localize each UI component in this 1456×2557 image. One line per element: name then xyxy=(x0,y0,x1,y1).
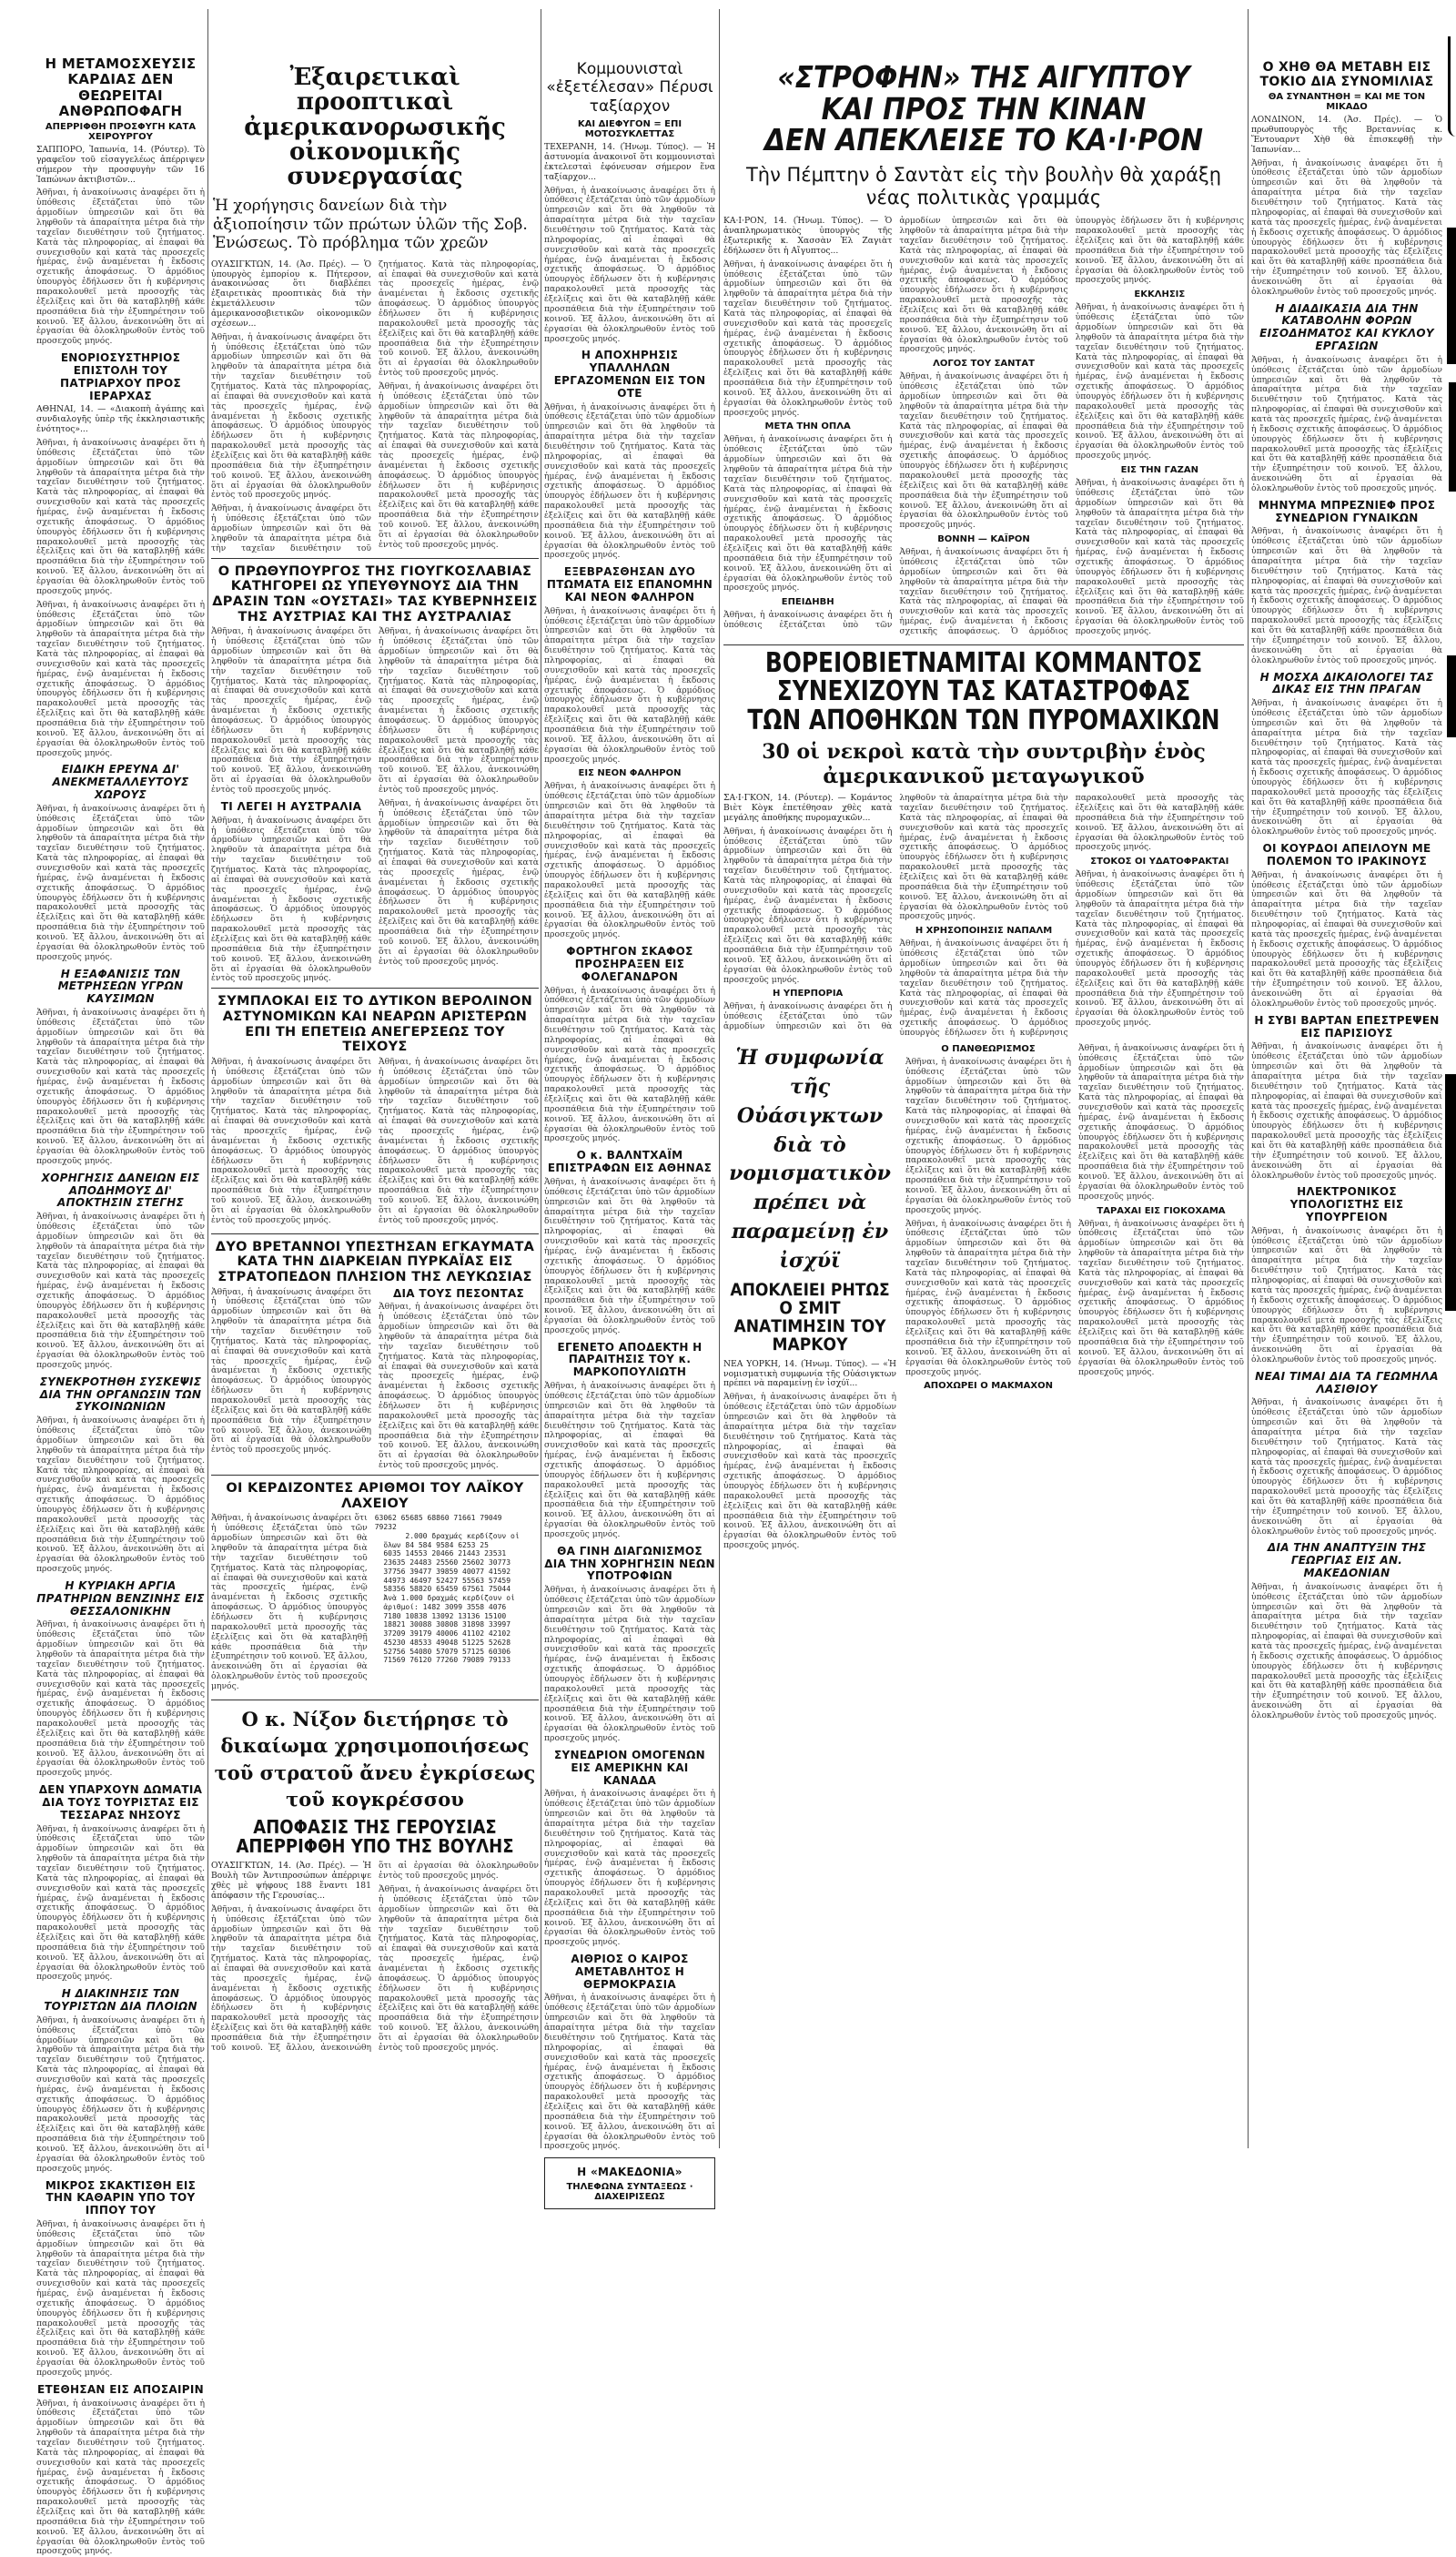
box-text: ΤΗΛΕΦΩΝΑ ΣΥΝΤΑΞΕΩΣ · ΔΙΑΧΕΙΡΙΣΕΩΣ xyxy=(566,2182,693,2203)
headline: Ἐξαιρετικαὶ προοπτικαὶ ἀμερικανορωσικῆς οἰκονομικῆς συνεργασίας xyxy=(244,64,506,191)
article-body: Ἀθῆναι, ἡ ἀνακοίνωσις ἀναφέρει ὅτι ἡ ὑπόθεσις ἐξετάζεται ὑπὸ τῶν ἁρμοδίων ὑπηρεσιῶν καὶ ὅτι θὰ ληφθοῦν τὰ ἀπαραίτητα μέτρα διὰ τὴν ταχεῖαν διευθέτησιν τοῦ ζητήματος. Κατὰ τὰς πληροφορίας, αἱ ἐπαφαὶ θὰ συνεχισθοῦν καὶ κατὰ τὰς προσεχεῖς ἡμέρας, ἐνῷ ἀναμένεται ἡ ἔκδοσις σχετικῆς ἀποφάσεως. Ὁ ἁρμόδιος ὑπουργὸς ἐδήλωσεν ὅτι ἡ κυβέρνησις παρακολουθεῖ μετὰ προσοχῆς τὰς ἐξελίξεις καὶ ὅτι θὰ καταβληθῇ κάθε προσπάθεια διὰ τὴν ἐξυπηρέτησιν τοῦ κοινοῦ. Ἐξ ἄλλου, ἀνεκοινώθη ὅτι αἱ ἐργασίαι θὰ ὁλοκληρωθοῦν ἐντὸς τοῦ προσεχοῦς μηνός. xyxy=(723,1392,896,1551)
headline: ΔΕΝ ΥΠΑΡΧΟΥΝ ΔΩΜΑΤΙΑ ΔΙΑ ΤΟΥΣ ΤΟΥΡΙΣΤΑΣ ΕΙΣ ΤΕΣΣΑΡΑΣ ΝΗΣΟΥΣ xyxy=(38,1783,203,1821)
column-1 xyxy=(36,0,205,2557)
article-body: Ἀθῆναι, ἡ ἀνακοίνωσις ἀναφέρει ὅτι ἡ ὑπόθεσις ἐξετάζεται ὑπὸ τῶν ἁρμοδίων ὑπηρεσιῶν καὶ ὅτι θὰ ληφθοῦν τὰ ἀπαραίτητα μέτρα διὰ τὴν ταχεῖαν διευθέτησιν τοῦ ζητήματος. Κατὰ τὰς πληροφορίας, αἱ ἐπαφαὶ θὰ συνεχισθοῦν καὶ κατὰ τὰς προσεχεῖς ἡμέρας, ἐνῷ ἀναμένεται ἡ ἔκδοσις σχετικῆς ἀποφάσεως. Ὁ ἁρμόδιος ὑπουργὸς ἐδήλωσεν ὅτι ἡ κυβέρνησις παρακολουθεῖ μετὰ προσοχῆς τὰς ἐξελίξεις καὶ ὅτι θὰ καταβληθῇ κάθε προσπάθεια διὰ τὴν ἐξυπηρέτησιν τοῦ κοινοῦ. Ἐξ ἄλλου, ἀνεκοινώθη ὅτι αἱ ἐργασίαι θὰ ὁλοκληρωθοῦν ἐντὸς τοῦ προσεχοῦς μηνός. xyxy=(211,1286,371,1456)
article-body: Ἀθῆναι, ἡ ἀνακοίνωσις ἀναφέρει ὅτι ἡ ὑπόθεσις ἐξετάζεται ὑπὸ τῶν ἁρμοδίων ὑπηρεσιῶν καὶ ὅτι θὰ ληφθοῦν τὰ ἀπαραίτητα μέτρα διὰ τὴν ταχεῖαν διευθέτησιν τοῦ ζητήματος. Κατὰ τὰς πληροφορίας, αἱ ἐπαφαὶ θὰ συνεχισθοῦν καὶ κατὰ τὰς προσεχεῖς ἡμέρας, ἐνῷ ἀναμένεται ἡ ἔκδοσις σχετικῆς ἀποφάσεως. Ὁ ἁρμόδιος ὑπουργὸς ἐδήλωσεν ὅτι ἡ κυβέρνησις παρακολουθεῖ μετὰ προσοχῆς τὰς ἐξελίξεις καὶ ὅτι θὰ καταβληθῇ κάθε προσπάθεια διὰ τὴν ἐξυπηρέτησιν τοῦ κοινοῦ. Ἐξ ἄλλου, ἀνεκοινώθη ὅτι αἱ ἐργασίαι θὰ ὁλοκληρωθοῦν ἐντὸς τοῦ προσεχοῦς μηνός. xyxy=(36,437,205,596)
box-title: Η «ΜΑΚΕΔΟΝΙΑ» xyxy=(577,2166,682,2179)
headline: ΕΞΕΒΡΑΣΘΗΣΑΝ ΔΥΟ ΠΤΩΜΑΤΑ ΕΙΣ ΕΠΑΝΟΜΗΝ ΚΑΙ ΝΕΟΝ ΦΑΛΗΡΟΝ xyxy=(546,565,713,604)
headline: ΕΓΕΝΕΤΟ ΑΠΟΔΕΚΤΗ Η ΠΑΡΑΙΤΗΣΙΣ ΤΟΥ κ. ΜΑΡΚΟΠΟΥΛΙΩΤΗ xyxy=(557,1340,703,1379)
article-body: Ἀθῆναι, ἡ ἀνακοίνωσις ἀναφέρει ὅτι ἡ ὑπόθεσις ἐξετάζεται ὑπὸ τῶν ἁρμοδίων ὑπηρεσιῶν καὶ ὅτι θὰ ληφθοῦν τὰ ἀπαραίτητα μέτρα διὰ τὴν ταχεῖαν διευθέτησιν τοῦ ζητήματος. Κατὰ τὰς πληροφορίας, αἱ ἐπαφαὶ θὰ συνεχισθοῦν καὶ κατὰ τὰς προσεχεῖς ἡμέρας, ἐνῷ ἀναμένεται ἡ ἔκδοσις σχετικῆς ἀποφάσεως. Ὁ ἁρμόδιος ὑπουργὸς ἐδήλωσεν ὅτι ἡ κυβέρνησις παρακολουθεῖ μετὰ προσοχῆς τὰς ἐξελίξεις καὶ ὅτι θὰ καταβληθῇ κάθε προσπάθεια διὰ τὴν ἐξυπηρέτησιν τοῦ κοινοῦ. Ἐξ ἄλλου, ἀνεκοινώθη ὅτι αἱ ἐργασίαι θὰ ὁλοκληρωθοῦν ἐντὸς τοῦ προσεχοῦς μηνός. xyxy=(1251,1581,1442,1720)
headline: Η ΜΕΤΑΜΟΣΧΕΥΣΙΣ ΚΑΡΔΙΑΣ ΔΕΝ ΘΕΩΡΕΙΤΑΙ ΑΝΘΡΩΠΟΦΑΓΗ xyxy=(45,56,197,119)
subheadline: ΒΟΝΝΗ — ΚΑΪΡΟΝ xyxy=(937,534,1030,545)
article-body: Ἀθῆναι, ἡ ἀνακοίνωσις ἀναφέρει ὅτι ἡ ὑπόθεσις ἐξετάζεται ὑπὸ τῶν ἁρμοδίων ὑπηρεσιῶν καὶ ὅτι θὰ ληφθοῦν τὰ ἀπαραίτητα μέτρα διὰ τὴν ταχεῖαν διευθέτησιν τοῦ ζητήματος. Κατὰ τὰς πληροφορίας, αἱ ἐπαφαὶ θὰ συνεχισθοῦν καὶ κατὰ τὰς προσεχεῖς ἡμέρας, ἐνῷ ἀναμένεται ἡ ἔκδοσις σχετικῆς ἀποφάσεως. Ὁ ἁρμόδιος ὑπουργὸς ἐδήλωσεν ὅτι ἡ κυβέρνησις παρακολουθεῖ μετὰ προσοχῆς τὰς ἐξελίξεις καὶ ὅτι θὰ καταβληθῇ κάθε προσπάθεια διὰ τὴν ἐξυπηρέτησιν τοῦ κοινοῦ. Ἐξ ἄλλου, ἀνεκοινώθη ὅτι αἱ ἐργασίαι θὰ ὁλοκληρωθοῦν ἐντὸς τοῦ προσεχοῦς μηνός. xyxy=(36,2219,205,2378)
article-body: Ἀθῆναι, ἡ ἀνακοίνωσις ἀναφέρει ὅτι ἡ ὑπόθεσις ἐξετάζεται ὑπὸ τῶν ἁρμοδίων ὑπηρεσιῶν καὶ ὅτι θὰ ληφθοῦν τὰ ἀπαραίτητα μέτρα διὰ τὴν ταχεῖαν διευθέτησιν τοῦ ζητήματος. Κατὰ τὰς πληροφορίας, αἱ ἐπαφαὶ θὰ συνεχισθοῦν καὶ κατὰ τὰς προσεχεῖς ἡμέρας, ἐνῷ ἀναμένεται ἡ ἔκδοσις σχετικῆς ἀποφάσεως. Ὁ ἁρμόδιος ὑπουργὸς ἐδήλωσεν ὅτι ἡ κυβέρνησις παρακολουθεῖ μετὰ προσοχῆς τὰς ἐξελίξεις καὶ ὅτι θὰ καταβληθῇ κάθε προσπάθεια διὰ τὴν ἐξυπηρέτησιν τοῦ κοινοῦ. Ἐξ ἄλλου, ἀνεκοινώθη ὅτι αἱ ἐργασίαι θὰ ὁλοκληρωθοῦν ἐντὸς τοῦ προσεχοῦς μηνός. xyxy=(379,797,539,967)
headline: Η ΚΥΡΙΑΚΗ ΑΡΓΙΑ ΠΡΑΤΗΡΙΩΝ ΒΕΝΖΙΝΗΣ ΕΙΣ ΘΕΣΣΑΛΟΝΙΚΗΝ xyxy=(36,1579,205,1618)
article-body: Ἀθῆναι, ἡ ἀνακοίνωσις ἀναφέρει ὅτι ἡ ὑπόθεσις ἐξετάζεται ὑπὸ τῶν ἁρμοδίων ὑπηρεσιῶν καὶ ὅτι θὰ ληφθοῦν τὰ ἀπαραίτητα μέτρα διὰ τὴν ταχεῖαν διευθέτησιν τοῦ ζητήματος. Κατὰ τὰς πληροφορίας, αἱ ἐπαφαὶ θὰ συνεχισθοῦν καὶ κατὰ τὰς προσεχεῖς ἡμέρας, ἐνῷ ἀναμένεται ἡ ἔκδοσις σχετικῆς ἀποφάσεως. Ὁ ἁρμόδιος ὑπουργὸς ἐδήλωσεν ὅτι ἡ κυβέρνησις παρακολουθεῖ μετὰ προσοχῆς τὰς ἐξελίξεις καὶ ὅτι θὰ καταβληθῇ κάθε προσπάθεια διὰ τὴν ἐξυπηρέτησιν τοῦ κοινοῦ. Ἐξ ἄλλου, ἀνεκοινώθη ὅτι αἱ ἐργασίαι θὰ ὁλοκληρωθοῦν ἐντὸς τοῦ προσεχοῦς μηνός. xyxy=(1078,1042,1244,1202)
article-body: Ἀθῆναι, ἡ ἀνακοίνωσις ἀναφέρει ὅτι ἡ ὑπόθεσις ἐξετάζεται ὑπὸ τῶν ἁρμοδίων ὑπηρεσιῶν καὶ ὅτι θὰ ληφθοῦν τὰ ἀπαραίτητα μέτρα διὰ τὴν ταχεῖαν διευθέτησιν τοῦ ζητήματος. Κατὰ τὰς πληροφορίας, αἱ ἐπαφαὶ θὰ συνεχισθοῦν καὶ κατὰ τὰς προσεχεῖς ἡμέρας, ἐνῷ ἀναμένεται ἡ ἔκδοσις σχετικῆς ἀποφάσεως. Ὁ ἁρμόδιος ὑπουργὸς ἐδήλωσεν ὅτι ἡ κυβέρνησις παρακολουθεῖ μετὰ προσοχῆς τὰς ἐξελίξεις καὶ ὅτι θὰ καταβληθῇ κάθε προσπάθεια διὰ τὴν ἐξυπηρέτησιν τοῦ κοινοῦ. Ἐξ ἄλλου, ἀνεκοινώθη ὅτι αἱ ἐργασίαι θὰ ὁλοκληρωθοῦν ἐντὸς τοῦ προσεχοῦς μηνός. xyxy=(211,331,371,501)
article-body: Ἀθῆναι, ἡ ἀνακοίνωσις ἀναφέρει ὅτι ἡ ὑπόθεσις ἐξετάζεται ὑπὸ τῶν ἁρμοδίων ὑπηρεσιῶν καὶ ὅτι θὰ ληφθοῦν τὰ ἀπαραίτητα μέτρα διὰ τὴν ταχεῖαν διευθέτησιν τοῦ ζητήματος. Κατὰ τὰς πληροφορίας, αἱ ἐπαφαὶ θὰ συνεχισθοῦν καὶ κατὰ τὰς προσεχεῖς ἡμέρας, ἐνῷ ἀναμένεται ἡ ἔκδοσις σχετικῆς ἀποφάσεως. Ὁ ἁρμόδιος ὑπουργὸς ἐδήλωσεν ὅτι ἡ κυβέρνησις παρακολουθεῖ μετὰ προσοχῆς τὰς ἐξελίξεις καὶ ὅτι θὰ καταβληθῇ κάθε προσπάθεια διὰ τὴν ἐξυπηρέτησιν τοῦ κοινοῦ. Ἐξ ἄλλου, ἀνεκοινώθη ὅτι αἱ ἐργασίαι θὰ ὁλοκληρωθοῦν ἐντὸς τοῦ προσεχοῦς μηνός. xyxy=(36,803,205,962)
article-body: Ἀθῆναι, ἡ ἀνακοίνωσις ἀναφέρει ὅτι ἡ ὑπόθεσις ἐξετάζεται ὑπὸ τῶν ἁρμοδίων ὑπηρεσιῶν καὶ ὅτι θὰ ληφθοῦν τὰ ἀπαραίτητα μέτρα διὰ τὴν ταχεῖαν διευθέτησιν τοῦ ζητήματος. Κατὰ τὰς πληροφορίας, αἱ ἐπαφαὶ θὰ συνεχισθοῦν καὶ κατὰ τὰς προσεχεῖς ἡμέρας, ἐνῷ ἀναμένεται ἡ ἔκδοσις σχετικῆς ἀποφάσεως. Ὁ ἁρμόδιος ὑπουργὸς ἐδήλωσεν ὅτι ἡ κυβέρνησις παρακολουθεῖ μετὰ προσοχῆς τὰς ἐξελίξεις καὶ ὅτι θὰ καταβληθῇ κάθε προσπάθεια διὰ τὴν ἐξυπηρέτησιν τοῦ κοινοῦ. Ἐξ ἄλλου, ἀνεκοινώθη ὅτι αἱ ἐργασίαι θὰ ὁλοκληρωθοῦν ἐντὸς τοῦ προσεχοῦς μηνός. xyxy=(36,1007,205,1166)
headline: Η ΔΙΑΚΙΝΗΣΙΣ ΤΩΝ ΤΟΥΡΙΣΤΩΝ ΔΙΑ ΠΛΟΙΩΝ xyxy=(44,1987,197,2014)
article-body: Ἀθῆναι, ἡ ἀνακοίνωσις ἀναφέρει ὅτι ἡ ὑπόθεσις ἐξετάζεται ὑπὸ τῶν ἁρμοδίων ὑπηρεσιῶν καὶ ὅτι θὰ ληφθοῦν τὰ ἀπαραίτητα μέτρα διὰ τὴν ταχεῖαν διευθέτησιν τοῦ ζητήματος. Κατὰ τὰς πληροφορίας, αἱ ἐπαφαὶ θὰ συνεχισθοῦν καὶ κατὰ τὰς προσεχεῖς ἡμέρας, ἐνῷ ἀναμένεται ἡ ἔκδοσις σχετικῆς ἀποφάσεως. Ὁ ἁρμόδιος ὑπουργὸς ἐδήλωσεν ὅτι ἡ κυβέρνησις παρακολουθεῖ μετὰ προσοχῆς τὰς ἐξελίξεις καὶ ὅτι θὰ καταβληθῇ κάθε προσπάθεια διὰ τὴν ἐξυπηρέτησιν τοῦ κοινοῦ. Ἐξ ἄλλου, ἀνεκοινώθη ὅτι αἱ ἐργασίαι θὰ ὁλοκληρωθοῦν ἐντὸς τοῦ προσεχοῦς μηνός. xyxy=(899,216,1244,636)
subheadline: 30 οἱ νεκροὶ κατὰ τὴν συντριβὴν ἑνὸς ἀμερικανικοῦ μεταγωγικοῦ xyxy=(762,740,1206,788)
headline: ΟΙ ΚΟΥΡΔΟΙ ΑΠΕΙΛΟΥΝ ΜΕ ΠΟΛΕΜΟΝ ΤΟ ΙΡΑΚΙΝΟΥΣ xyxy=(1262,842,1431,868)
headline: διὰ τὸ νομισματικὸν xyxy=(729,1132,891,1186)
headline: ΣΥΝΕΚΡΟΤΗΘΗ ΣΥΣΚΕΨΙΣ ΔΙΑ ΤΗΝ ΟΡΓΑΝΩΣΙΝ ΤΩΝ ΣΥΚΟΙΝΩΝΙΩΝ xyxy=(39,1375,202,1414)
article-body: Ἀθῆναι, ἡ ἀνακοίνωσις ἀναφέρει ὅτι ἡ ὑπόθεσις ἐξετάζεται ὑπὸ τῶν ἁρμοδίων ὑπηρεσιῶν καὶ ὅτι θὰ ληφθοῦν τὰ ἀπαραίτητα μέτρα διὰ τὴν ταχεῖαν διευθέτησιν τοῦ ζητήματος. Κατὰ τὰς πληροφορίας, αἱ ἐπαφαὶ θὰ συνεχισθοῦν καὶ κατὰ τὰς προσεχεῖς ἡμέρας, ἐνῷ ἀναμένεται ἡ ἔκδοσις σχετικῆς ἀποφάσεως. Ὁ ἁρμόδιος ὑπουργὸς ἐδήλωσεν ὅτι ἡ κυβέρνησις παρακολουθεῖ μετὰ προσοχῆς τὰς ἐξελίξεις καὶ ὅτι θὰ καταβληθῇ κάθε προσπάθεια διὰ τὴν ἐξυπηρέτησιν τοῦ κοινοῦ. Ἐξ ἄλλου, ἀνεκοινώθη ὅτι αἱ ἐργασίαι θὰ ὁλοκληρωθοῦν ἐντὸς τοῦ προσεχοῦς μηνός. xyxy=(379,1302,539,1471)
article-body: Ἀθῆναι, ἡ ἀνακοίνωσις ἀναφέρει ὅτι ἡ ὑπόθεσις ἐξετάζεται ὑπὸ τῶν ἁρμοδίων ὑπηρεσιῶν καὶ ὅτι θὰ ληφθοῦν τὰ ἀπαραίτητα μέτρα διὰ τὴν ταχεῖαν διευθέτησιν τοῦ ζητήματος. Κατὰ τὰς πληροφορίας, αἱ ἐπαφαὶ θὰ συνεχισθοῦν καὶ κατὰ τὰς προσεχεῖς ἡμέρας, ἐνῷ ἀναμένεται ἡ ἔκδοσις σχετικῆς ἀποφάσεως. Ὁ ἁρμόδιος ὑπουργὸς ἐδήλωσεν ὅτι ἡ κυβέρνησις παρακολουθεῖ μετὰ προσοχῆς τὰς ἐξελίξεις καὶ ὅτι θὰ καταβληθῇ κάθε προσπάθεια διὰ τὴν ἐξυπηρέτησιν τοῦ κοινοῦ. Ἐξ ἄλλου, ἀνεκοινώθη ὅτι αἱ ἐργασίαι θὰ ὁλοκληρωθοῦν ἐντὸς τοῦ προσεχοῦς μηνός. xyxy=(36,599,205,758)
article-body: Ἀθῆναι, ἡ ἀνακοίνωσις ἀναφέρει ὅτι ἡ ὑπόθεσις ἐξετάζεται ὑπὸ τῶν ἁρμοδίων ὑπηρεσιῶν καὶ ὅτι θὰ ληφθοῦν τὰ ἀπαραίτητα μέτρα διὰ τὴν ταχεῖαν διευθέτησιν τοῦ ζητήματος. Κατὰ τὰς πληροφορίας, αἱ ἐπαφαὶ θὰ συνεχισθοῦν καὶ κατὰ τὰς προσεχεῖς ἡμέρας, ἐνῷ ἀναμένεται ἡ ἔκδοσις σχετικῆς ἀποφάσεως. Ὁ ἁρμόδιος ὑπουργὸς ἐδήλωσεν ὅτι ἡ κυβέρνησις παρακολουθεῖ μετὰ προσοχῆς τὰς ἐξελίξεις καὶ ὅτι θὰ καταβληθῇ κάθε προσπάθεια διὰ τὴν ἐξυπηρέτησιν τοῦ κοινοῦ. Ἐξ ἄλλου, ἀνεκοινώθη ὅτι αἱ ἐργασίαι θὰ ὁλοκληρωθοῦν ἐντὸς τοῦ προσεχοῦς μηνός. xyxy=(544,781,715,940)
article-lead: ΚΑ·Ι·ΡΟΝ, 14. (Ἡνωμ. Τύπος). — Ὁ ἀναπληρωματικὸς ὑπουργὸς τῆς ἐξωτερικῆς κ. Χασσὰν Ἐλ Ζαγιὰτ ἐδήλωσεν ὅτι ἡ Αἴγυπτος... xyxy=(723,216,893,256)
article-body: Ἀθῆναι, ἡ ἀνακοίνωσις ἀναφέρει ὅτι ἡ ὑπόθεσις ἐξετάζεται ὑπὸ τῶν ἁρμοδίων ὑπηρεσιῶν καὶ ὅτι θὰ ληφθοῦν τὰ ἀπαραίτητα μέτρα διὰ τὴν ταχεῖαν διευθέτησιν τοῦ ζητήματος. Κατὰ τὰς πληροφορίας, αἱ ἐπαφαὶ θὰ συνεχισθοῦν καὶ κατὰ τὰς προσεχεῖς ἡμέρας, ἐνῷ ἀναμένεται ἡ ἔκδοσις σχετικῆς ἀποφάσεως. Ὁ ἁρμόδιος ὑπουργὸς ἐδήλωσεν ὅτι ἡ κυβέρνησις παρακολουθεῖ μετὰ προσοχῆς τὰς ἐξελίξεις καὶ ὅτι θὰ καταβληθῇ κάθε προσπάθεια διὰ τὴν ἐξυπηρέτησιν τοῦ κοινοῦ. Ἐξ ἄλλου, ἀνεκοινώθη ὅτι αἱ ἐργασίαι θὰ ὁλοκληρωθοῦν ἐντὸς τοῦ προσεχοῦς μηνός. xyxy=(905,1218,1071,1377)
headline: ΔΙΑ ΤΗΝ ΑΝΑΠΤΥΞΙΝ ΤΗΣ ΓΕΩΡΓΙΑΣ ΕΙΣ ΑΝ. ΜΑΚΕΔΟΝΙΑΝ xyxy=(1267,1541,1427,1580)
subheadline: ΤΑΡΑΧΑΙ ΕΙΣ ΓΙΟΚΟΧΑΜΑ xyxy=(1097,1205,1226,1216)
headline: ΚΑΙ ΠΡΟΣ ΤΗΝ ΚΙΝΑΝ xyxy=(821,90,1147,127)
subheadline: Η ΧΡΗΣΟΠΟΙΗΣΙΣ ΝΑΠΑΛΜ xyxy=(915,926,1053,937)
article-body: Ἀθῆναι, ἡ ἀνακοίνωσις ἀναφέρει ὅτι ἡ ὑπόθεσις ἐξετάζεται ὑπὸ τῶν ἁρμοδίων ὑπηρεσιῶν καὶ ὅτι θὰ ληφθοῦν τὰ ἀπαραίτητα μέτρα διὰ τὴν ταχεῖαν διευθέτησιν τοῦ ζητήματος. Κατὰ τὰς πληροφορίας, αἱ ἐπαφαὶ θὰ συνεχισθοῦν καὶ κατὰ τὰς προσεχεῖς ἡμέρας, ἐνῷ ἀναμένεται ἡ ἔκδοσις σχετικῆς ἀποφάσεως. Ὁ ἁρμόδιος ὑπουργὸς ἐδήλωσεν ὅτι ἡ κυβέρνησις παρακολουθεῖ μετὰ προσοχῆς τὰς ἐξελίξεις καὶ ὅτι θὰ καταβληθῇ κάθε προσπάθεια διὰ τὴν ἐξυπηρέτησιν τοῦ κοινοῦ. Ἐξ ἄλλου, ἀνεκοινώθη ὅτι αἱ ἐργασίαι θὰ ὁλοκληρωθοῦν ἐντὸς τοῦ προσεχοῦς μηνός. xyxy=(1075,869,1244,1029)
headline: πρέπει νὰ παραμείνῃ ἐν ἰσχύϊ xyxy=(731,1191,889,1273)
article-body: Ἀθῆναι, ἡ ἀνακοίνωσις ἀναφέρει ὅτι ἡ ὑπόθεσις ἐξετάζεται ὑπὸ τῶν ἁρμοδίων ὑπηρεσιῶν καὶ ὅτι θὰ ληφθοῦν τὰ ἀπαραίτητα μέτρα διὰ τὴν ταχεῖαν διευθέτησιν τοῦ ζητήματος. Κατὰ τὰς πληροφορίας, αἱ ἐπαφαὶ θὰ συνεχισθοῦν καὶ κατὰ τὰς προσεχεῖς ἡμέρας, ἐνῷ ἀναμένεται ἡ ἔκδοσις σχετικῆς ἀποφάσεως. Ὁ ἁρμόδιος ὑπουργὸς ἐδήλωσεν ὅτι ἡ κυβέρνησις παρακολουθεῖ μετὰ προσοχῆς τὰς ἐξελίξεις καὶ ὅτι θὰ καταβληθῇ κάθε προσπάθεια διὰ τὴν ἐξυπηρέτησιν τοῦ κοινοῦ. Ἐξ ἄλλου, ἀνεκοινώθη ὅτι αἱ ἐργασίαι θὰ ὁλοκληρωθοῦν ἐντὸς τοῦ προσεχοῦς μηνός. xyxy=(36,1619,205,1779)
article-lead: ΣΑΠΠΟΡΟ, Ἰαπωνία, 14. (Ρόυτερ). Τὸ γραφεῖον τοῦ εἰσαγγελέως ἀπέρριψεν σήμερον τὴν προσφυγὴν τῶν 16 Ἰαπώνων ἀκτιβιστῶν... xyxy=(36,145,205,185)
headline: ΕΙΔΙΚΗ ΕΡΕΥΝΑ ΔΙ' ΑΝΕΚΜΕΤΑΛΛΕΥΤΟΥΣ ΧΩΡΟΥΣ xyxy=(52,763,189,802)
article-body: Ἀθῆναι, ἡ ἀνακοίνωσις ἀναφέρει ὅτι ἡ ὑπόθεσις ἐξετάζεται ὑπὸ τῶν ἁρμοδίων ὑπηρεσιῶν καὶ ὅτι θὰ ληφθοῦν τὰ ἀπαραίτητα μέτρα διὰ τὴν ταχεῖαν διευθέτησιν τοῦ ζητήματος. Κατὰ τὰς πληροφορίας, αἱ ἐπαφαὶ θὰ συνεχισθοῦν καὶ κατὰ τὰς προσεχεῖς ἡμέρας, ἐνῷ ἀναμένεται ἡ ἔκδοσις σχετικῆς ἀποφάσεως. Ὁ ἁρμόδιος ὑπουργὸς ἐδήλωσεν ὅτι ἡ κυβέρνησις παρακολουθεῖ μετὰ προσοχῆς τὰς ἐξελίξεις καὶ ὅτι θὰ καταβληθῇ κάθε προσπάθεια διὰ τὴν ἐξυπηρέτησιν τοῦ κοινοῦ. Ἐξ ἄλλου, ἀνεκοινώθη ὅτι αἱ ἐργασίαι θὰ ὁλοκληρωθοῦν ἐντὸς τοῦ προσεχοῦς μηνός. xyxy=(544,1789,715,1948)
article-body: Ἀθῆναι, ἡ ἀνακοίνωσις ἀναφέρει ὅτι ἡ ὑπόθεσις ἐξετάζεται ὑπὸ τῶν ἁρμοδίων ὑπηρεσιῶν καὶ ὅτι θὰ ληφθοῦν τὰ ἀπαραίτητα μέτρα διὰ τὴν ταχεῖαν διευθέτησιν τοῦ ζητήματος. Κατὰ τὰς πληροφορίας, αἱ ἐπαφαὶ θὰ συνεχισθοῦν καὶ κατὰ τὰς προσεχεῖς ἡμέρας, ἐνῷ ἀναμένεται ἡ ἔκδοσις σχετικῆς ἀποφάσεως. Ὁ ἁρμόδιος ὑπουργὸς ἐδήλωσεν ὅτι ἡ κυβέρνησις παρακολουθεῖ μετὰ προσοχῆς τὰς ἐξελίξεις καὶ ὅτι θὰ καταβληθῇ κάθε προσπάθεια διὰ τὴν ἐξυπηρέτησιν τοῦ κοινοῦ. Ἐξ ἄλλου, ἀνεκοινώθη ὅτι αἱ ἐργασίαι θὰ ὁλοκληρωθοῦν ἐντὸς τοῦ προσεχοῦς μηνός. xyxy=(1075,478,1244,636)
article-lead: ΝΕΑ ΥΟΡΚΗ, 14. (Ἡνωμ. Τύπος). — «Ἡ νομισματικὴ συμφωνία τῆς Οὐάσιγκτων πρέπει νὰ παραμείνῃ ἐν ἰσχύϊ... xyxy=(723,1358,896,1389)
article-body: Ἀθῆναι, ἡ ἀνακοίνωσις ἀναφέρει ὅτι ἡ ὑπόθεσις ἐξετάζεται ὑπὸ τῶν ἁρμοδίων ὑπηρεσιῶν καὶ ὅτι θὰ ληφθοῦν τὰ ἀπαραίτητα μέτρα διὰ τὴν ταχεῖαν διευθέτησιν τοῦ ζητήματος. Κατὰ τὰς πληροφορίας, αἱ ἐπαφαὶ θὰ συνεχισθοῦν καὶ κατὰ τὰς προσεχεῖς ἡμέρας, ἐνῷ ἀναμένεται ἡ ἔκδοσις σχετικῆς ἀποφάσεως. Ὁ ἁρμόδιος ὑπουργὸς ἐδήλωσεν ὅτι ἡ κυβέρνησις παρακολουθεῖ μετὰ προσοχῆς τὰς ἐξελίξεις καὶ ὅτι θὰ καταβληθῇ κάθε προσπάθεια διὰ τὴν ἐξυπηρέτησιν τοῦ κοινοῦ. Ἐξ ἄλλου, ἀνεκοινώθη ὅτι αἱ ἐργασίαι θὰ ὁλοκληρωθοῦν ἐντὸς τοῦ προσεχοῦς μηνός. xyxy=(544,605,715,765)
article-body: Ἀθῆναι, ἡ ἀνακοίνωσις ἀναφέρει ὅτι ἡ ὑπόθεσις ἐξετάζεται ὑπὸ τῶν ἁρμοδίων ὑπηρεσιῶν καὶ ὅτι θὰ ληφθοῦν τὰ ἀπαραίτητα μέτρα διὰ τὴν ταχεῖαν διευθέτησιν τοῦ ζητήματος. Κατὰ τὰς πληροφορίας, αἱ ἐπαφαὶ θὰ συνεχισθοῦν καὶ κατὰ τὰς προσεχεῖς ἡμέρας, ἐνῷ ἀναμένεται ἡ ἔκδοσις σχετικῆς ἀποφάσεως. Ὁ ἁρμόδιος ὑπουργὸς ἐδήλωσεν ὅτι ἡ κυβέρνησις παρακολουθεῖ μετὰ προσοχῆς τὰς ἐξελίξεις καὶ ὅτι θὰ καταβληθῇ κάθε προσπάθεια διὰ τὴν ἐξυπηρέτησιν τοῦ κοινοῦ. Ἐξ ἄλλου, ἀνεκοινώθη ὅτι αἱ ἐργασίαι θὰ ὁλοκληρωθοῦν ἐντὸς τοῦ προσεχοῦς μηνός. xyxy=(211,259,539,553)
subheadline: ΤΙ ΛΕΓΕΙ Η ΑΥΣΤΡΑΛΙΑ xyxy=(220,799,362,813)
article-body: Ἀθῆναι, ἡ ἀνακοίνωσις ἀναφέρει ὅτι ἡ ὑπόθεσις ἐξετάζεται ὑπὸ τῶν ἁρμοδίων ὑπηρεσιῶν καὶ ὅτι θὰ ληφθοῦν τὰ ἀπαραίτητα μέτρα διὰ τὴν ταχεῖαν διευθέτησιν τοῦ ζητήματος. Κατὰ τὰς πληροφορίας, αἱ ἐπαφαὶ θὰ συνεχισθοῦν καὶ κατὰ τὰς προσεχεῖς ἡμέρας, ἐνῷ ἀναμένεται ἡ ἔκδοσις σχετικῆς ἀποφάσεως. Ὁ ἁρμόδιος ὑπουργὸς ἐδήλωσεν ὅτι ἡ κυβέρνησις παρακολουθεῖ μετὰ προσοχῆς τὰς ἐξελίξεις καὶ ὅτι θὰ καταβληθῇ κάθε προσπάθεια διὰ τὴν ἐξυπηρέτησιν τοῦ κοινοῦ. Ἐξ ἄλλου, ἀνεκοινώθη ὅτι αἱ ἐργασίαι θὰ ὁλοκληρωθοῦν ἐντὸς τοῦ προσεχοῦς μηνός. xyxy=(1251,526,1442,665)
article-body: Ἀθῆναι, ἡ ἀνακοίνωσις ἀναφέρει ὅτι ἡ ὑπόθεσις ἐξετάζεται ὑπὸ τῶν ἁρμοδίων ὑπηρεσιῶν καὶ ὅτι θὰ ληφθοῦν τὰ ἀπαραίτητα μέτρα διὰ τὴν ταχεῖαν διευθέτησιν τοῦ ζητήματος. Κατὰ τὰς πληροφορίας, αἱ ἐπαφαὶ θὰ συνεχισθοῦν καὶ κατὰ τὰς προσεχεῖς ἡμέρας, ἐνῷ ἀναμένεται ἡ ἔκδοσις σχετικῆς ἀποφάσεως. Ὁ ἁρμόδιος ὑπουργὸς ἐδήλωσεν ὅτι ἡ κυβέρνησις παρακολουθεῖ μετὰ προσοχῆς τὰς ἐξελίξεις καὶ ὅτι θὰ καταβληθῇ κάθε προσπάθεια διὰ τὴν ἐξυπηρέτησιν τοῦ κοινοῦ. Ἐξ ἄλλου, ἀνεκοινώθη ὅτι αἱ ἐργασίαι θὰ ὁλοκληρωθοῦν ἐντὸς τοῦ προσεχοῦς μηνός. xyxy=(1251,869,1442,1009)
article-body: Ἀθῆναι, ἡ ἀνακοίνωσις ἀναφέρει ὅτι ἡ ὑπόθεσις ἐξετάζεται ὑπὸ τῶν ἁρμοδίων ὑπηρεσιῶν καὶ ὅτι θὰ ληφθοῦν τὰ ἀπαραίτητα μέτρα διὰ τὴν ταχεῖαν διευθέτησιν τοῦ ζητήματος. Κατὰ τὰς πληροφορίας, αἱ ἐπαφαὶ θὰ συνεχισθοῦν καὶ κατὰ τὰς προσεχεῖς ἡμέρας, ἐνῷ ἀναμένεται ἡ ἔκδοσις σχετικῆς ἀποφάσεως. Ὁ ἁρμόδιος ὑπουργὸς ἐδήλωσεν ὅτι ἡ κυβέρνησις παρακολουθεῖ μετὰ προσοχῆς τὰς ἐξελίξεις καὶ ὅτι θὰ καταβληθῇ κάθε προσπάθεια διὰ τὴν ἐξυπηρέτησιν τοῦ κοινοῦ. Ἐξ ἄλλου, ἀνεκοινώθη ὅτι αἱ ἐργασίαι θὰ ὁλοκληρωθοῦν ἐντὸς τοῦ προσεχοῦς μηνός. xyxy=(211,815,371,984)
article-body: Ἀθῆναι, ἡ ἀνακοίνωσις ἀναφέρει ὅτι ἡ ὑπόθεσις ἐξετάζεται ὑπὸ τῶν ἁρμοδίων ὑπηρεσιῶν καὶ ὅτι θὰ ληφθοῦν τὰ ἀπαραίτητα μέτρα διὰ τὴν ταχεῖαν διευθέτησιν τοῦ ζητήματος. Κατὰ τὰς πληροφορίας, αἱ ἐπαφαὶ θὰ συνεχισθοῦν καὶ κατὰ τὰς προσεχεῖς ἡμέρας, ἐνῷ ἀναμένεται ἡ ἔκδοσις σχετικῆς ἀποφάσεως. Ὁ ἁρμόδιος ὑπουργὸς ἐδήλωσεν ὅτι ἡ κυβέρνησις παρακολουθεῖ μετὰ προσοχῆς τὰς ἐξελίξεις καὶ ὅτι θὰ καταβληθῇ κάθε προσπάθεια διὰ τὴν ἐξυπηρέτησιν τοῦ κοινοῦ. Ἐξ ἄλλου, ἀνεκοινώθη ὅτι αἱ ἐργασίαι θὰ ὁλοκληρωθοῦν ἐντὸς τοῦ προσεχοῦς μηνός. xyxy=(899,371,1068,531)
article-body: Ἀθῆναι, ἡ ἀνακοίνωσις ἀναφέρει ὅτι ἡ ὑπόθεσις ἐξετάζεται ὑπὸ τῶν ἁρμοδίων ὑπηρεσιῶν καὶ ὅτι θὰ ληφθοῦν τὰ ἀπαραίτητα μέτρα διὰ τὴν ταχεῖαν διευθέτησιν τοῦ ζητήματος. Κατὰ τὰς πληροφορίας, αἱ ἐπαφαὶ θὰ συνεχισθοῦν καὶ κατὰ τὰς προσεχεῖς ἡμέρας, ἐνῷ ἀναμένεται ἡ ἔκδοσις σχετικῆς ἀποφάσεως. Ὁ ἁρμόδιος ὑπουργὸς ἐδήλωσεν ὅτι ἡ κυβέρνησις παρακολουθεῖ μετὰ προσοχῆς τὰς ἐξελίξεις καὶ ὅτι θὰ καταβληθῇ κάθε προσπάθεια διὰ τὴν ἐξυπηρέτησιν τοῦ κοινοῦ. Ἐξ ἄλλου, ἀνεκοινώθη ὅτι αἱ ἐργασίαι θὰ ὁλοκληρωθοῦν ἐντὸς τοῦ προσεχοῦς μηνός. xyxy=(1251,1041,1442,1181)
subheadline: ΑΠΕΡΡΙΦΘΗ ΠΡΟΣΦΥΓΗ ΚΑΤΑ ΧΕΙΡΟΥΡΓΟΥ xyxy=(45,122,197,142)
headline: Η ΜΟΣΧΑ ΔΙΚΑΙΟΛΟΓΕΙ ΤΑΣ ΔΙΚΑΣ ΕΙΣ ΤΗΝ ΠΡΑΓΑΝ xyxy=(1259,670,1434,696)
info-box xyxy=(544,2157,715,2209)
subheadline: ΛΟΓΟΣ ΤΟΥ ΣΑΝΤΑΤ xyxy=(933,359,1035,370)
subheadline: ΕΠΕΙΔΗΒΗ xyxy=(781,597,834,608)
headline: Ο κ. Νίξον διετήρησε τὸ δικαίωμα χρησιμοποιήσεως τοῦ στρατοῦ ἄνευ ἐγκρίσεως τοῦ κογκρέσσου xyxy=(214,1707,536,1811)
article-body: Ἀθῆναι, ἡ ἀνακοίνωσις ἀναφέρει ὅτι ἡ ὑπόθεσις ἐξετάζεται ὑπὸ τῶν ἁρμοδίων ὑπηρεσιῶν καὶ ὅτι θὰ ληφθοῦν τὰ ἀπαραίτητα μέτρα διὰ τὴν ταχεῖαν διευθέτησιν τοῦ ζητήματος. Κατὰ τὰς πληροφορίας, αἱ ἐπαφαὶ θὰ συνεχισθοῦν καὶ κατὰ τὰς προσεχεῖς ἡμέρας, ἐνῷ ἀναμένεται ἡ ἔκδοσις σχετικῆς ἀποφάσεως. Ὁ ἁρμόδιος ὑπουργὸς ἐδήλωσεν ὅτι ἡ κυβέρνησις παρακολουθεῖ μετὰ προσοχῆς τὰς ἐξελίξεις καὶ ὅτι θὰ καταβληθῇ κάθε προσπάθεια διὰ τὴν ἐξυπηρέτησιν τοῦ κοινοῦ. Ἐξ ἄλλου, ἀνεκοινώθη ὅτι αἱ ἐργασίαι θὰ ὁλοκληρωθοῦν ἐντὸς τοῦ προσεχοῦς μηνός. xyxy=(544,1993,715,2152)
headline: Ο ΠΡΩΘΥΠΟΥΡΓΟΣ ΤΗΣ ΓΙΟΥΓΚΟΣΛΑΒΙΑΣ ΚΑΤΗΓΟΡΕΙ ΩΣ ΥΠΕΥΘΥΝΟΥΣ ΔΙΑ ΤΗΝ ΔΡΑΣΙΝ ΤΩΝ «ΟΥΣΤΑΣΙ» ΤΑΣ ΚΥΒΕΡΝΗΣΕΙΣ ΤΗΣ ΑΥΣΤΡΙΑΣ ΚΑΙ ΤΗΣ ΑΥΣΤΡΑΛΙΑΣ xyxy=(212,563,538,624)
article-body: Ἀθῆναι, ἡ ἀνακοίνωσις ἀναφέρει ὅτι ἡ ὑπόθεσις ἐξετάζεται ὑπὸ τῶν ἁρμοδίων ὑπηρεσιῶν καὶ ὅτι θὰ ληφθοῦν τὰ ἀπαραίτητα μέτρα διὰ τὴν ταχεῖαν διευθέτησιν τοῦ ζητήματος. Κατὰ τὰς πληροφορίας, αἱ ἐπαφαὶ θὰ συνεχισθοῦν καὶ κατὰ τὰς προσεχεῖς ἡμέρας, ἐνῷ ἀναμένεται ἡ ἔκδοσις σχετικῆς ἀποφάσεως. Ὁ ἁρμόδιος ὑπουργὸς ἐδήλωσεν ὅτι ἡ κυβέρνησις παρακολουθεῖ μετὰ προσοχῆς τὰς ἐξελίξεις καὶ ὅτι θὰ καταβληθῇ κάθε προσπάθεια διὰ τὴν ἐξυπηρέτησιν τοῦ κοινοῦ. Ἐξ ἄλλου, ἀνεκοινώθη ὅτι αἱ ἐργασίαι θὰ ὁλοκληρωθοῦν ἐντὸς τοῦ προσεχοῦς μηνός. xyxy=(211,1056,371,1225)
article-body: Ἀθῆναι, ἡ ἀνακοίνωσις ἀναφέρει ὅτι ἡ ὑπόθεσις ἐξετάζεται ὑπὸ τῶν ἁρμοδίων ὑπηρεσιῶν καὶ ὅτι θὰ ληφθοῦν τὰ ἀπαραίτητα μέτρα διὰ τὴν ταχεῖαν διευθέτησιν τοῦ ζητήματος. Κατὰ τὰς πληροφορίας, αἱ ἐπαφαὶ θὰ συνεχισθοῦν καὶ κατὰ τὰς προσεχεῖς ἡμέρας, ἐνῷ ἀναμένεται ἡ ἔκδοσις σχετικῆς ἀποφάσεως. Ὁ ἁρμόδιος ὑπουργὸς ἐδήλωσεν ὅτι ἡ κυβέρνησις παρακολουθεῖ μετὰ προσοχῆς τὰς ἐξελίξεις καὶ ὅτι θὰ καταβληθῇ κάθε προσπάθεια διὰ τὴν ἐξυπηρέτησιν τοῦ κοινοῦ. Ἐξ ἄλλου, ἀνεκοινώθη ὅτι αἱ ἐργασίαι θὰ ὁλοκληρωθοῦν ἐντὸς τοῦ προσεχοῦς μηνός. xyxy=(36,188,205,347)
headline: ΗΛΕΚΤΡΟΝΙΚΟΣ ΥΠΟΛΟΓΙΣΤΗΣ ΕΙΣ ΥΠΟΥΡΓΕΙΟΝ xyxy=(1289,1185,1404,1223)
subheadline: ΔΙΑ ΤΟΥΣ ΠΕΣΟΝΤΑΣ xyxy=(392,1286,525,1300)
headline: ΣΥΜΠΛΟΚΑΙ ΕΙΣ ΤΟ ΔΥΤΙΚΟΝ ΒΕΡΟΛΙΝΟΝ ΑΣΤΥΝΟΜΙΚΩΝ ΚΑΙ ΝΕΑΡΩΝ ΑΡΙΣΤΕΡΩΝ ΕΠΙ ΤΗ ΕΠΕΤΕΙΩ ΑΝΕΓΕΡΣΕΩΣ ΤΟΥ ΤΕΙΧΟΥΣ xyxy=(217,994,532,1055)
adjacent-page-edge xyxy=(1440,0,1456,2157)
article-body: Ἀθῆναι, ἡ ἀνακοίνωσις ἀναφέρει ὅτι ἡ ὑπόθεσις ἐξετάζεται ὑπὸ τῶν ἁρμοδίων ὑπηρεσιῶν καὶ ὅτι θὰ ληφθοῦν τὰ ἀπαραίτητα μέτρα διὰ τὴν ταχεῖαν διευθέτησιν τοῦ ζητήματος. Κατὰ τὰς πληροφορίας, αἱ ἐπαφαὶ θὰ συνεχισθοῦν καὶ κατὰ τὰς προσεχεῖς ἡμέρας, ἐνῷ ἀναμένεται ἡ ἔκδοσις σχετικῆς ἀποφάσεως. Ὁ ἁρμόδιος ὑπουργὸς ἐδήλωσεν ὅτι ἡ κυβέρνησις παρακολουθεῖ μετὰ προσοχῆς τὰς ἐξελίξεις καὶ ὅτι θὰ καταβληθῇ κάθε προσπάθεια διὰ τὴν ἐξυπηρέτησιν τοῦ κοινοῦ. Ἐξ ἄλλου, ἀνεκοινώθη ὅτι αἱ ἐργασίαι θὰ ὁλοκληρωθοῦν ἐντὸς τοῦ προσεχοῦς μηνός. xyxy=(379,1884,539,2053)
article-body: Ἀθῆναι, ἡ ἀνακοίνωσις ἀναφέρει ὅτι ἡ ὑπόθεσις ἐξετάζεται ὑπὸ τῶν ἁρμοδίων ὑπηρεσιῶν καὶ ὅτι θὰ ληφθοῦν τὰ ἀπαραίτητα μέτρα διὰ τὴν ταχεῖαν διευθέτησιν τοῦ ζητήματος. Κατὰ τὰς πληροφορίας, αἱ ἐπαφαὶ θὰ συνεχισθοῦν καὶ κατὰ τὰς προσεχεῖς ἡμέρας, ἐνῷ ἀναμένεται ἡ ἔκδοσις σχετικῆς ἀποφάσεως. Ὁ ἁρμόδιος ὑπουργὸς ἐδήλωσεν ὅτι ἡ κυβέρνησις παρακολουθεῖ μετὰ προσοχῆς τὰς ἐξελίξεις καὶ ὅτι θὰ καταβληθῇ κάθε προσπάθεια διὰ τὴν ἐξυπηρέτησιν τοῦ κοινοῦ. Ἐξ ἄλλου, ἀνεκοινώθη ὅτι αἱ ἐργασίαι θὰ ὁλοκληρωθοῦν ἐντὸς τοῦ προσεχοῦς μηνός. xyxy=(211,1513,368,1691)
subheadline: ΕΚΚΛΗΣΙΣ xyxy=(1134,289,1186,300)
article-body: Ἀθῆναι, ἡ ἀνακοίνωσις ἀναφέρει ὅτι ἡ ὑπόθεσις ἐξετάζεται ὑπὸ τῶν ἁρμοδίων ὑπηρεσιῶν καὶ ὅτι θὰ ληφθοῦν τὰ ἀπαραίτητα μέτρα διὰ τὴν ταχεῖαν διευθέτησιν τοῦ ζητήματος. Κατὰ τὰς πληροφορίας, αἱ ἐπαφαὶ θὰ συνεχισθοῦν καὶ κατὰ τὰς προσεχεῖς ἡμέρας, ἐνῷ ἀναμένεται ἡ ἔκδοσις σχετικῆς ἀποφάσεως. Ὁ ἁρμόδιος ὑπουργὸς ἐδήλωσεν ὅτι ἡ κυβέρνησις παρακολουθεῖ μετὰ προσοχῆς τὰς ἐξελίξεις καὶ ὅτι θὰ καταβληθῇ κάθε προσπάθεια διὰ τὴν ἐξυπηρέτησιν τοῦ κοινοῦ. Ἐξ ἄλλου, ἀνεκοινώθη ὅτι αἱ ἐργασίαι θὰ ὁλοκληρωθοῦν ἐντὸς τοῦ προσεχοῦς μηνός. xyxy=(1251,157,1442,297)
subheadline: ΑΠΟΧΩΡΕΙ Ο ΜΑΚΜΑΧΟΝ xyxy=(924,1381,1053,1392)
article-body: Ἀθῆναι, ἡ ἀνακοίνωσις ἀναφέρει ὅτι ἡ ὑπόθεσις ἐξετάζεται ὑπὸ τῶν ἁρμοδίων ὑπηρεσιῶν καὶ ὅτι θὰ ληφθοῦν τὰ ἀπαραίτητα μέτρα διὰ τὴν ταχεῖαν διευθέτησιν τοῦ ζητήματος. Κατὰ τὰς πληροφορίας, αἱ ἐπαφαὶ θὰ συνεχισθοῦν καὶ κατὰ τὰς προσεχεῖς ἡμέρας, ἐνῷ ἀναμένεται ἡ ἔκδοσις σχετικῆς ἀποφάσεως. Ὁ ἁρμόδιος ὑπουργὸς ἐδήλωσεν ὅτι ἡ κυβέρνησις παρακολουθεῖ μετὰ προσοχῆς τὰς ἐξελίξεις καὶ ὅτι θὰ καταβληθῇ κάθε προσπάθεια διὰ τὴν ἐξυπηρέτησιν τοῦ κοινοῦ. Ἐξ ἄλλου, ἀνεκοινώθη ὅτι αἱ ἐργασίαι θὰ ὁλοκληρωθοῦν ἐντὸς τοῦ προσεχοῦς μηνός. xyxy=(544,1176,715,1335)
article-body: Ἀθῆναι, ἡ ἀνακοίνωσις ἀναφέρει ὅτι ἡ ὑπόθεσις ἐξετάζεται ὑπὸ τῶν ἁρμοδίων ὑπηρεσιῶν καὶ ὅτι θὰ ληφθοῦν τὰ ἀπαραίτητα μέτρα διὰ τὴν ταχεῖαν διευθέτησιν τοῦ ζητήματος. Κατὰ τὰς πληροφορίας, αἱ ἐπαφαὶ θὰ συνεχισθοῦν καὶ κατὰ τὰς προσεχεῖς ἡμέρας, ἐνῷ ἀναμένεται ἡ ἔκδοσις σχετικῆς ἀποφάσεως. Ὁ ἁρμόδιος ὑπουργὸς ἐδήλωσεν ὅτι ἡ κυβέρνησις παρακολουθεῖ μετὰ προσοχῆς τὰς ἐξελίξεις καὶ ὅτι θὰ καταβληθῇ κάθε προσπάθεια διὰ τὴν ἐξυπηρέτησιν τοῦ κοινοῦ. Ἐξ ἄλλου, ἀνεκοινώθη ὅτι αἱ ἐργασίαι θὰ ὁλοκληρωθοῦν ἐντὸς τοῦ προσεχοῦς μηνός. xyxy=(905,1056,1071,1215)
headline: ΧΟΡΗΓΗΣΙΣ ΔΑΝΕΙΩΝ ΕΙΣ ΑΠΟΔΗΜΟΥΣ ΔΙ' ΑΠΟΚΤΗΣΙΝ ΣΤΕΓΗΣ xyxy=(41,1171,200,1210)
article-body: Ἀθῆναι, ἡ ἀνακοίνωσις ἀναφέρει ὅτι ἡ ὑπόθεσις ἐξετάζεται ὑπὸ τῶν ἁρμοδίων ὑπηρεσιῶν καὶ ὅτι θὰ ληφθοῦν τὰ ἀπαραίτητα μέτρα διὰ τὴν ταχεῖαν διευθέτησιν τοῦ ζητήματος. Κατὰ τὰς πληροφορίας, αἱ ἐπαφαὶ θὰ συνεχισθοῦν καὶ κατὰ τὰς προσεχεῖς ἡμέρας, ἐνῷ ἀναμένεται ἡ ἔκδοσις σχετικῆς ἀποφάσεως. Ὁ ἁρμόδιος ὑπουργὸς ἐδήλωσεν ὅτι ἡ κυβέρνησις παρακολουθεῖ μετὰ προσοχῆς τὰς ἐξελίξεις καὶ ὅτι θὰ καταβληθῇ κάθε προσπάθεια διὰ τὴν ἐξυπηρέτησιν τοῦ κοινοῦ. Ἐξ ἄλλου, ἀνεκοινώθη ὅτι αἱ ἐργασίαι θὰ ὁλοκληρωθοῦν ἐντὸς τοῦ προσεχοῦς μηνός. xyxy=(723,259,893,418)
headline: ΑΙΘΡΙΟΣ Ο ΚΑΙΡΟΣ ΑΜΕΤΑΒΛΗΤΟΣ Η ΘΕΡΜΟΚΡΑΣΙΑ xyxy=(571,1953,689,1991)
article-body: Ἀθῆναι, ἡ ἀνακοίνωσις ἀναφέρει ὅτι ἡ ὑπόθεσις ἐξετάζεται ὑπὸ τῶν ἁρμοδίων ὑπηρεσιῶν καὶ ὅτι θὰ ληφθοῦν τὰ ἀπαραίτητα μέτρα διὰ τὴν ταχεῖαν διευθέτησιν τοῦ ζητήματος. Κατὰ τὰς πληροφορίας, αἱ ἐπαφαὶ θὰ συνεχισθοῦν καὶ κατὰ τὰς προσεχεῖς ἡμέρας, ἐνῷ ἀναμένεται ἡ ἔκδοσις σχετικῆς ἀποφάσεως. Ὁ ἁρμόδιος ὑπουργὸς ἐδήλωσεν ὅτι ἡ κυβέρνησις παρακολουθεῖ μετὰ προσοχῆς τὰς ἐξελίξεις καὶ ὅτι θὰ καταβληθῇ κάθε προσπάθεια διὰ τὴν ἐξυπηρέτησιν τοῦ κοινοῦ. Ἐξ ἄλλου, ἀνεκοινώθη ὅτι αἱ ἐργασίαι θὰ ὁλοκληρωθοῦν ἐντὸς τοῦ προσεχοῦς μηνός. xyxy=(723,216,1068,631)
subheadline: Ἡ χορήγησις δανείων διὰ τὴν ἀξιοποίησιν τῶν πρώτων ὑλῶν τῆς Σοβ. Ἑνώσεως. Τὸ πρόβλημα τῶν χρεῶν xyxy=(213,197,528,253)
column-rule xyxy=(207,9,208,2148)
subheadline: ΑΠΟΚΛΕΙΕΙ ΡΗΤΩΣ Ο ΣΜΙΤ ΑΝΑΤΙΜΗΣΙΝ ΤΟΥ ΜΑΡΚΟΥ xyxy=(730,1279,890,1355)
headline: Ο ΧΗΘ ΘΑ ΜΕΤΑΒΗ ΕΙΣ ΤΟΚΙΟ ΔΙΑ ΣΥΝΟΜΙΛΙΑΣ xyxy=(1259,60,1434,90)
article-body: Ἀθῆναι, ἡ ἀνακοίνωσις ἀναφέρει ὅτι ἡ ὑπόθεσις ἐξετάζεται ὑπὸ τῶν ἁρμοδίων ὑπηρεσιῶν καὶ ὅτι θὰ ληφθοῦν τὰ ἀπαραίτητα μέτρα διὰ τὴν ταχεῖαν διευθέτησιν τοῦ ζητήματος. Κατὰ τὰς πληροφορίας, αἱ ἐπαφαὶ θὰ συνεχισθοῦν καὶ κατὰ τὰς προσεχεῖς ἡμέρας, ἐνῷ ἀναμένεται ἡ ἔκδοσις σχετικῆς ἀποφάσεως. Ὁ ἁρμόδιος ὑπουργὸς ἐδήλωσεν ὅτι ἡ κυβέρνησις παρακολουθεῖ μετὰ προσοχῆς τὰς ἐξελίξεις καὶ ὅτι θὰ καταβληθῇ κάθε προσπάθεια διὰ τὴν ἐξυπηρέτησιν τοῦ κοινοῦ. Ἐξ ἄλλου, ἀνεκοινώθη ὅτι αἱ ἐργασίαι θὰ ὁλοκληρωθοῦν ἐντὸς τοῦ προσεχοῦς μηνός. xyxy=(544,1381,715,1539)
headline: ΝΕΑΙ ΤΙΜΑΙ ΔΙΑ ΤΑ ΓΕΩΜΗΛΑ ΛΑΣΙΘΙΟΥ xyxy=(1255,1369,1439,1395)
headline: Η ΔΙΑΔΙΚΑΣΙΑ ΔΙΑ ΤΗΝ ΚΑΤΑΒΟΛΗΝ ΦΟΡΩΝ ΕΙΣΟΔΗΜΑΤΟΣ ΚΑΙ ΚΥΚΛΟΥ ΕΡΓΑΣΙΩΝ xyxy=(1259,301,1434,353)
article-body: Ἀθῆναι, ἡ ἀνακοίνωσις ἀναφέρει ὅτι ἡ ὑπόθεσις ἐξετάζεται ὑπὸ τῶν ἁρμοδίων ὑπηρεσιῶν καὶ ὅτι θὰ ληφθοῦν τὰ ἀπαραίτητα μέτρα διὰ τὴν ταχεῖαν διευθέτησιν τοῦ ζητήματος. Κατὰ τὰς πληροφορίας, αἱ ἐπαφαὶ θὰ συνεχισθοῦν καὶ κατὰ τὰς προσεχεῖς ἡμέρας, ἐνῷ ἀναμένεται ἡ ἔκδοσις σχετικῆς ἀποφάσεως. Ὁ ἁρμόδιος ὑπουργὸς ἐδήλωσεν ὅτι ἡ κυβέρνησις παρακολουθεῖ μετὰ προσοχῆς τὰς ἐξελίξεις καὶ ὅτι θὰ καταβληθῇ κάθε προσπάθεια διὰ τὴν ἐξυπηρέτησιν τοῦ κοινοῦ. Ἐξ ἄλλου, ἀνεκοινώθη ὅτι αἱ ἐργασίαι θὰ ὁλοκληρωθοῦν ἐντὸς τοῦ προσεχοῦς μηνός. xyxy=(36,2014,205,2174)
headline: Η ΕΞΑΦΑΝΙΣΙΣ ΤΩΝ ΜΕΤΡΗΣΕΩΝ ΥΓΡΩΝ ΚΑΥΣΙΜΩΝ xyxy=(57,967,184,1006)
article-body: Ἀθῆναι, ἡ ἀνακοίνωσις ἀναφέρει ὅτι ἡ ὑπόθεσις ἐξετάζεται ὑπὸ τῶν ἁρμοδίων ὑπηρεσιῶν καὶ ὅτι θὰ ληφθοῦν τὰ ἀπαραίτητα μέτρα διὰ τὴν ταχεῖαν διευθέτησιν τοῦ ζητήματος. Κατὰ τὰς πληροφορίας, αἱ ἐπαφαὶ θὰ συνεχισθοῦν καὶ κατὰ τὰς προσεχεῖς ἡμέρας, ἐνῷ ἀναμένεται ἡ ἔκδοσις σχετικῆς ἀποφάσεως. Ὁ ἁρμόδιος ὑπουργὸς ἐδήλωσεν ὅτι ἡ κυβέρνησις παρακολουθεῖ μετὰ προσοχῆς τὰς ἐξελίξεις καὶ ὅτι θὰ καταβληθῇ κάθε προσπάθεια διὰ τὴν ἐξυπηρέτησιν τοῦ κοινοῦ. Ἐξ ἄλλου, ἀνεκοινώθη ὅτι αἱ ἐργασίαι θὰ ὁλοκληρωθοῦν ἐντὸς τοῦ προσεχοῦς μηνός. xyxy=(899,793,1244,1038)
subheadline: ΣΤΟΚΟΣ ΟΙ ΥΔΑΤΟΦΡΑΚΤΑΙ xyxy=(1090,857,1229,868)
headline: ΜΗΝΥΜΑ ΜΠΡΕΖΝΙΕΦ ΠΡΟΣ ΣΥΝΕΔΡΙΟΝ ΓΥΝΑΙΚΩΝ xyxy=(1258,498,1436,524)
column-rule xyxy=(1248,9,1249,2148)
column-rule xyxy=(719,9,720,2148)
column-2 xyxy=(211,0,539,2157)
lottery-numbers: 63062 65685 68860 71661 79049 79232 2.000 δραχμάς κερδίζουν οἱ ὅλων 84 584 9584 6253 25 6035 14553 20466 21443 23531 23635 24483 25560 25602 30773 37756 39477 39859 40077 41592 44973 46497 52427 55563 57459 58356 58820 65459 67561 75044 Ἀνὰ 1.000 δραχμάς κερδίζουν οἱ ἀριθμοί: 1482 3099 3558 4076 7180 10838 13092 13136 15100 18821 30088 30808 31898 33997 37209 39179 40006 41102 42102 45230 48533 49048 51225 52628 52756 54080 57079 57125 60306 71569 76120 77260 79089 79133 xyxy=(374,1514,520,1665)
headline: ΣΥΝΕΔΡΙΟΝ ΟΜΟΓΕΝΩΝ ΕΙΣ ΑΜΕΡΙΚΗΝ ΚΑΙ ΚΑΝΑΔΑ xyxy=(554,1748,705,1787)
headline: ΦΟΡΤΗΓΟΝ ΣΚΑΦΟΣ ΠΡΟΣΗΡΑΞΕΝ ΕΙΣ ΦΟΛΕΓΑΝΔΡΟΝ xyxy=(566,945,693,983)
article-body: Ἀθῆναι, ἡ ἀνακοίνωσις ἀναφέρει ὅτι ἡ ὑπόθεσις ἐξετάζεται ὑπὸ τῶν ἁρμοδίων ὑπηρεσιῶν καὶ ὅτι θὰ ληφθοῦν τὰ ἀπαραίτητα μέτρα διὰ τὴν ταχεῖαν διευθέτησιν τοῦ ζητήματος. Κατὰ τὰς πληροφορίας, αἱ ἐπαφαὶ θὰ συνεχισθοῦν καὶ κατὰ τὰς προσεχεῖς ἡμέρας, ἐνῷ ἀναμένεται ἡ ἔκδοσις σχετικῆς ἀποφάσεως. Ὁ ἁρμόδιος ὑπουργὸς ἐδήλωσεν ὅτι ἡ κυβέρνησις παρακολουθεῖ μετὰ προσοχῆς τὰς ἐξελίξεις καὶ ὅτι θὰ καταβληθῇ κάθε προσπάθεια διὰ τὴν ἐξυπηρέτησιν τοῦ κοινοῦ. Ἐξ ἄλλου, ἀνεκοινώθη ὅτι αἱ ἐργασίαι θὰ ὁλοκληρωθοῦν ἐντὸς τοῦ προσεχοῦς μηνός. xyxy=(1251,698,1442,837)
subheadline: ΚΑΙ ΔΙΕΦΥΓΟΝ = ΕΠΙ ΜΟΤΟΣΥΚΛΕΤΤΑΣ xyxy=(577,119,682,140)
subheadline: ΑΠΟΦΑΣΙΣ ΤΗΣ ΓΕΡΟΥΣΙΑΣ ΑΠΕΡΡΙΦΘΗ ΥΠΟ ΤΗΣ ΒΟΥΛΗΣ xyxy=(236,1816,514,1858)
article-lead: ΟΥΑΣΙΓΚΤΩΝ, 14. (Ἀσ. Πρές). — Ὁ ὑπουργὸς ἐμπορίου κ. Πήτερσον, ἀνακοινώσας ὅτι διαβλέπει ἐξαιρετικὰς προοπτικὰς διὰ τὴν ἐκμετάλλευσιν τῶν ἀμερικανοσοβιετικῶν οἰκονομικῶν σχέσεων... xyxy=(211,259,371,329)
headline: ΘΑ ΓΙΝΗ ΔΙΑΓΩΝΙΣΜΟΣ ΔΙΑ ΤΗΝ ΧΟΡΗΓΗΣΙΝ ΝΕΩΝ ΥΠΟΤΡΟΦΙΩΝ xyxy=(544,1544,715,1583)
article-lead: ΤΕΧΕΡΑΝΗ, 14. (Ἡνωμ. Τύπος). — Ἡ ἀστυνομία ἀνακοινοῖ ὅτι κομμουνισταὶ ἐκτελεσταὶ ἐφόνευσαν σήμερον ἕνα ταξίαρχον... xyxy=(544,142,715,182)
article-body: Ἀθῆναι, ἡ ἀνακοίνωσις ἀναφέρει ὅτι ἡ ὑπόθεσις ἐξετάζεται ὑπὸ τῶν ἁρμοδίων ὑπηρεσιῶν καὶ ὅτι θὰ ληφθοῦν τὰ ἀπαραίτητα μέτρα διὰ τὴν ταχεῖαν διευθέτησιν τοῦ ζητήματος. Κατὰ τὰς πληροφορίας, αἱ ἐπαφαὶ θὰ συνεχισθοῦν καὶ κατὰ τὰς προσεχεῖς ἡμέρας, ἐνῷ ἀναμένεται ἡ ἔκδοσις σχετικῆς ἀποφάσεως. Ὁ ἁρμόδιος ὑπουργὸς ἐδήλωσεν ὅτι ἡ κυβέρνησις παρακολουθεῖ μετὰ προσοχῆς τὰς ἐξελίξεις καὶ ὅτι θὰ καταβληθῇ κάθε προσπάθεια διὰ τὴν ἐξυπηρέτησιν τοῦ κοινοῦ. Ἐξ ἄλλου, ἀνεκοινώθη ὅτι αἱ ἐργασίαι θὰ ὁλοκληρωθοῦν ἐντὸς τοῦ προσεχοῦς μηνός. xyxy=(723,826,893,985)
article-lead: ΛΟΝΔΙΝΟΝ, 14. (Ἀσ. Πρές). — Ὁ πρωθυπουργὸς τῆς Βρεταννίας κ. Ἔντουαρντ Χὴθ θὰ ἐπισκεφθῇ τὴν Ἰαπωνίαν... xyxy=(1251,115,1442,155)
headline: Ἡ συμφωνία τῆς Οὐάσιγκτων xyxy=(735,1045,885,1128)
article-body: Ἀθῆναι, ἡ ἀνακοίνωσις ἀναφέρει ὅτι ἡ ὑπόθεσις ἐξετάζεται ὑπὸ τῶν ἁρμοδίων ὑπηρεσιῶν καὶ ὅτι θὰ ληφθοῦν τὰ ἀπαραίτητα μέτρα διὰ τὴν ταχεῖαν διευθέτησιν τοῦ ζητήματος. Κατὰ τὰς πληροφορίας, αἱ ἐπαφαὶ θὰ συνεχισθοῦν καὶ κατὰ τὰς προσεχεῖς ἡμέρας, ἐνῷ ἀναμένεται ἡ ἔκδοσις σχετικῆς ἀποφάσεως. Ὁ ἁρμόδιος ὑπουργὸς ἐδήλωσεν ὅτι ἡ κυβέρνησις παρακολουθεῖ μετὰ προσοχῆς τὰς ἐξελίξεις καὶ ὅτι θὰ καταβληθῇ κάθε προσπάθεια διὰ τὴν ἐξυπηρέτησιν τοῦ κοινοῦ. Ἐξ ἄλλου, ἀνεκοινώθη ὅτι αἱ ἐργασίαι θὰ ὁλοκληρωθοῦν ἐντὸς τοῦ προσεχοῦς μηνός. xyxy=(1075,302,1244,462)
headline: ΒΟΡΕΙΟΒΙΕΤΝΑΜΙΤΑΙ ΚΟΜΜΑΝΤΟΣ xyxy=(764,646,1203,679)
headline: ΟΙ ΚΕΡΔΙΖΟΝΤΕΣ ΑΡΙΘΜΟΙ ΤΟΥ ΛΑΪΚΟΥ ΛΑΧΕΙΟΥ xyxy=(226,1481,524,1511)
column-4 xyxy=(723,0,1244,2157)
article-body: Ἀθῆναι, ἡ ἀνακοίνωσις ἀναφέρει ὅτι ἡ ὑπόθεσις ἐξετάζεται ὑπὸ τῶν ἁρμοδίων ὑπηρεσιῶν καὶ ὅτι θὰ ληφθοῦν τὰ ἀπαραίτητα μέτρα διὰ τὴν ταχεῖαν διευθέτησιν τοῦ ζητήματος. Κατὰ τὰς πληροφορίας, αἱ ἐπαφαὶ θὰ συνεχισθοῦν καὶ κατὰ τὰς προσεχεῖς ἡμέρας, ἐνῷ ἀναμένεται ἡ ἔκδοσις σχετικῆς ἀποφάσεως. Ὁ ἁρμόδιος ὑπουργὸς ἐδήλωσεν ὅτι ἡ κυβέρνησις παρακολουθεῖ μετὰ προσοχῆς τὰς ἐξελίξεις καὶ ὅτι θὰ καταβληθῇ κάθε προσπάθεια διὰ τὴν ἐξυπηρέτησιν τοῦ κοινοῦ. Ἐξ ἄλλου, ἀνεκοινώθη ὅτι αἱ ἐργασίαι θὰ ὁλοκληρωθοῦν ἐντὸς τοῦ προσεχοῦς μηνός. xyxy=(1078,1218,1244,1377)
article-body: Ἀθῆναι, ἡ ἀνακοίνωσις ἀναφέρει ὅτι ἡ ὑπόθεσις ἐξετάζεται ὑπὸ τῶν ἁρμοδίων ὑπηρεσιῶν καὶ ὅτι θὰ ληφθοῦν τὰ ἀπαραίτητα μέτρα διὰ τὴν ταχεῖαν διευθέτησιν τοῦ ζητήματος. Κατὰ τὰς πληροφορίας, αἱ ἐπαφαὶ θὰ συνεχισθοῦν καὶ κατὰ τὰς προσεχεῖς ἡμέρας, ἐνῷ ἀναμένεται ἡ ἔκδοσις σχετικῆς ἀποφάσεως. Ὁ ἁρμόδιος ὑπουργὸς ἐδήλωσεν ὅτι ἡ κυβέρνησις παρακολουθεῖ μετὰ προσοχῆς τὰς ἐξελίξεις καὶ ὅτι θὰ καταβληθῇ κάθε προσπάθεια διὰ τὴν ἐξυπηρέτησιν τοῦ κοινοῦ. Ἐξ ἄλλου, ἀνεκοινώθη ὅτι αἱ ἐργασίαι θὰ ὁλοκληρωθοῦν ἐντὸς τοῦ προσεχοῦς μηνός. xyxy=(211,1861,539,2053)
article-lead: ΣΑ·Ι·ΓΚΟΝ, 14. (Ρόυτερ). — Κομάντος Βιὲτ Κὸγκ ἐπετέθησαν χθὲς κατὰ μεγάλης ἀποθήκης πυρομαχικῶν... xyxy=(723,793,893,823)
article-body: Ἀθῆναι, ἡ ἀνακοίνωσις ἀναφέρει ὅτι ἡ ὑπόθεσις ἐξετάζεται ὑπὸ τῶν ἁρμοδίων ὑπηρεσιῶν καὶ ὅτι θὰ ληφθοῦν τὰ ἀπαραίτητα μέτρα διὰ τὴν ταχεῖαν διευθέτησιν τοῦ ζητήματος. Κατὰ τὰς πληροφορίας, αἱ ἐπαφαὶ θὰ συνεχισθοῦν καὶ κατὰ τὰς προσεχεῖς ἡμέρας, ἐνῷ ἀναμένεται ἡ ἔκδοσις σχετικῆς ἀποφάσεως. Ὁ ἁρμόδιος ὑπουργὸς ἐδήλωσεν ὅτι ἡ κυβέρνησις παρακολουθεῖ μετὰ προσοχῆς τὰς ἐξελίξεις καὶ ὅτι θὰ καταβληθῇ κάθε προσπάθεια διὰ τὴν ἐξυπηρέτησιν τοῦ κοινοῦ. Ἐξ ἄλλου, ἀνεκοινώθη ὅτι αἱ ἐργασίαι θὰ ὁλοκληρωθοῦν ἐντὸς τοῦ προσεχοῦς μηνός. xyxy=(379,626,539,796)
subheadline: ΕΙΣ ΤΗΝ ΓΑΖΑΝ xyxy=(1120,465,1199,476)
subheadline: ΕΙΣ ΝΕΟΝ ΦΑΛΗΡΟΝ xyxy=(578,768,682,779)
subheadline: Ο ΠΑΝΘΕΩΡΙΣΜΟΣ xyxy=(941,1043,1036,1054)
article-body: Ἀθῆναι, ἡ ἀνακοίνωσις ἀναφέρει ὅτι ἡ ὑπόθεσις ἐξετάζεται ὑπὸ τῶν ἁρμοδίων ὑπηρεσιῶν καὶ ὅτι θὰ ληφθοῦν τὰ ἀπαραίτητα μέτρα διὰ τὴν ταχεῖαν διευθέτησιν τοῦ ζητήματος. Κατὰ τὰς πληροφορίας, αἱ ἐπαφαὶ θὰ συνεχισθοῦν καὶ κατὰ τὰς προσεχεῖς ἡμέρας, ἐνῷ ἀναμένεται ἡ ἔκδοσις σχετικῆς ἀποφάσεως. Ὁ ἁρμόδιος ὑπουργὸς ἐδήλωσεν ὅτι ἡ κυβέρνησις παρακολουθεῖ μετὰ προσοχῆς τὰς ἐξελίξεις καὶ ὅτι θὰ καταβληθῇ κάθε προσπάθεια διὰ τὴν ἐξυπηρέτησιν τοῦ κοινοῦ. Ἐξ ἄλλου, ἀνεκοινώθη ὅτι αἱ ἐργασίαι θὰ ὁλοκληρωθοῦν ἐντὸς τοῦ προσεχοῦς μηνός. xyxy=(723,793,1068,1032)
headline: Η ΑΠΟΧΗΡΗΣΙΣ ΥΠΑΛΛΗΛΩΝ ΕΡΓΑΖΟΜΕΝΩΝ ΕΙΣ ΤΟΝ ΟΤΕ xyxy=(553,349,706,400)
article-body: Ἀθῆναι, ἡ ἀνακοίνωσις ἀναφέρει ὅτι ἡ ὑπόθεσις ἐξετάζεται ὑπὸ τῶν ἁρμοδίων ὑπηρεσιῶν καὶ ὅτι θὰ ληφθοῦν τὰ ἀπαραίτητα μέτρα διὰ τὴν ταχεῖαν διευθέτησιν τοῦ ζητήματος. Κατὰ τὰς πληροφορίας, αἱ ἐπαφαὶ θὰ συνεχισθοῦν καὶ κατὰ τὰς προσεχεῖς ἡμέρας, ἐνῷ ἀναμένεται ἡ ἔκδοσις σχετικῆς ἀποφάσεως. Ὁ ἁρμόδιος ὑπουργὸς ἐδήλωσεν ὅτι ἡ κυβέρνησις παρακολουθεῖ μετὰ προσοχῆς τὰς ἐξελίξεις καὶ ὅτι θὰ καταβληθῇ κάθε προσπάθεια διὰ τὴν ἐξυπηρέτησιν τοῦ κοινοῦ. Ἐξ ἄλλου, ἀνεκοινώθη ὅτι αἱ ἐργασίαι θὰ ὁλοκληρωθοῦν ἐντὸς τοῦ προσεχοῦς μηνός. xyxy=(544,1585,715,1744)
article-body: Ἀθῆναι, ἡ ἀνακοίνωσις ἀναφέρει ὅτι ἡ ὑπόθεσις ἐξετάζεται ὑπὸ τῶν ἁρμοδίων ὑπηρεσιῶν καὶ ὅτι θὰ ληφθοῦν τὰ ἀπαραίτητα μέτρα διὰ τὴν ταχεῖαν διευθέτησιν τοῦ ζητήματος. Κατὰ τὰς πληροφορίας, αἱ ἐπαφαὶ θὰ συνεχισθοῦν καὶ κατὰ τὰς προσεχεῖς ἡμέρας, ἐνῷ ἀναμένεται ἡ ἔκδοσις σχετικῆς ἀποφάσεως. Ὁ ἁρμόδιος ὑπουργὸς ἐδήλωσεν ὅτι ἡ κυβέρνησις παρακολουθεῖ μετὰ προσοχῆς τὰς ἐξελίξεις καὶ ὅτι θὰ καταβληθῇ κάθε προσπάθεια διὰ τὴν ἐξυπηρέτησιν τοῦ κοινοῦ. Ἐξ ἄλλου, ἀνεκοινώθη ὅτι αἱ ἐργασίαι θὰ ὁλοκληρωθοῦν ἐντὸς τοῦ προσεχοῦς μηνός. xyxy=(1251,1397,1442,1537)
article-body: Ἀθῆναι, ἡ ἀνακοίνωσις ἀναφέρει ὅτι ἡ ὑπόθεσις ἐξετάζεται ὑπὸ τῶν ἁρμοδίων ὑπηρεσιῶν καὶ ὅτι θὰ ληφθοῦν τὰ ἀπαραίτητα μέτρα διὰ τὴν ταχεῖαν διευθέτησιν τοῦ ζητήματος. Κατὰ τὰς πληροφορίας, αἱ ἐπαφαὶ θὰ συνεχισθοῦν καὶ κατὰ τὰς προσεχεῖς ἡμέρας, ἐνῷ ἀναμένεται ἡ ἔκδοσις σχετικῆς ἀποφάσεως. Ὁ ἁρμόδιος ὑπουργὸς ἐδήλωσεν ὅτι ἡ κυβέρνησις παρακολουθεῖ μετὰ προσοχῆς τὰς ἐξελίξεις καὶ ὅτι θὰ καταβληθῇ κάθε προσπάθεια διὰ τὴν ἐξυπηρέτησιν τοῦ κοινοῦ. Ἐξ ἄλλου, ἀνεκοινώθη ὅτι αἱ ἐργασίαι θὰ ὁλοκληρωθοῦν ἐντὸς τοῦ προσεχοῦς μηνός. xyxy=(379,1056,539,1225)
article-body: Ἀθῆναι, ἡ ἀνακοίνωσις ἀναφέρει ὅτι ἡ ὑπόθεσις ἐξετάζεται ὑπὸ τῶν ἁρμοδίων ὑπηρεσιῶν καὶ ὅτι θὰ ληφθοῦν τὰ ἀπαραίτητα μέτρα διὰ τὴν ταχεῖαν διευθέτησιν τοῦ ζητήματος. Κατὰ τὰς πληροφορίας, αἱ ἐπαφαὶ θὰ συνεχισθοῦν καὶ κατὰ τὰς προσεχεῖς ἡμέρας, ἐνῷ ἀναμένεται ἡ ἔκδοσις σχετικῆς ἀποφάσεως. Ὁ ἁρμόδιος ὑπουργὸς ἐδήλωσεν ὅτι ἡ κυβέρνησις παρακολουθεῖ μετὰ προσοχῆς τὰς ἐξελίξεις καὶ ὅτι θὰ καταβληθῇ κάθε προσπάθεια διὰ τὴν ἐξυπηρέτησιν τοῦ κοινοῦ. Ἐξ ἄλλου, ἀνεκοινώθη ὅτι αἱ ἐργασίαι θὰ ὁλοκληρωθοῦν ἐντὸς τοῦ προσεχοῦς μηνός. xyxy=(36,1212,205,1371)
subheadline: Η ΥΠΕΡΠΟΡΙΑ xyxy=(773,989,844,999)
headline: Ο κ. ΒΑΛΝΤΧΑΪΜ ΕΠΙΣΤΡΑΦΩΝ ΕΙΣ ΑΘΗΝΑΣ xyxy=(547,1149,713,1175)
subheadline: ΘΑ ΣΥΝΑΝΤΗΘΗ = ΚΑΙ ΜΕ ΤΟΝ ΜΙΚΑΔΟ xyxy=(1268,92,1426,113)
article-body: Ἀθῆναι, ἡ ἀνακοίνωσις ἀναφέρει ὅτι ἡ ὑπόθεσις ἐξετάζεται ὑπὸ τῶν ἁρμοδίων ὑπηρεσιῶν καὶ ὅτι θὰ ληφθοῦν τὰ ἀπαραίτητα μέτρα διὰ τὴν ταχεῖαν διευθέτησιν τοῦ ζητήματος. Κατὰ τὰς πληροφορίας, αἱ ἐπαφαὶ θὰ συνεχισθοῦν καὶ κατὰ τὰς προσεχεῖς ἡμέρας, ἐνῷ ἀναμένεται ἡ ἔκδοσις σχετικῆς ἀποφάσεως. Ὁ ἁρμόδιος ὑπουργὸς ἐδήλωσεν ὅτι ἡ κυβέρνησις παρακολουθεῖ μετὰ προσοχῆς τὰς ἐξελίξεις καὶ ὅτι θὰ καταβληθῇ κάθε προσπάθεια διὰ τὴν ἐξυπηρέτησιν τοῦ κοινοῦ. Ἐξ ἄλλου, ἀνεκοινώθη ὅτι αἱ ἐργασίαι θὰ ὁλοκληρωθοῦν ἐντὸς τοῦ προσεχοῦς μηνός. xyxy=(36,1415,205,1575)
headline: ΔΕΝ ΑΠΕΚΛΕΙΣΕ ΤΟ ΚΑ·Ι·ΡΟΝ xyxy=(764,122,1203,158)
article-body: Ἀθῆναι, ἡ ἀνακοίνωσις ἀναφέρει ὅτι ἡ ὑπόθεσις ἐξετάζεται ὑπὸ τῶν ἁρμοδίων ὑπηρεσιῶν καὶ ὅτι θὰ ληφθοῦν τὰ ἀπαραίτητα μέτρα διὰ τὴν ταχεῖαν διευθέτησιν τοῦ ζητήματος. Κατὰ τὰς πληροφορίας, αἱ ἐπαφαὶ θὰ συνεχισθοῦν καὶ κατὰ τὰς προσεχεῖς ἡμέρας, ἐνῷ ἀναμένεται ἡ ἔκδοσις σχετικῆς ἀποφάσεως. Ὁ ἁρμόδιος ὑπουργὸς ἐδήλωσεν ὅτι ἡ κυβέρνησις παρακολουθεῖ μετὰ προσοχῆς τὰς ἐξελίξεις καὶ ὅτι θὰ καταβληθῇ κάθε προσπάθεια διὰ τὴν ἐξυπηρέτησιν τοῦ κοινοῦ. Ἐξ ἄλλου, ἀνεκοινώθη ὅτι αἱ ἐργασίαι θὰ ὁλοκληρωθοῦν ἐντὸς τοῦ προσεχοῦς μηνός. xyxy=(544,185,715,344)
article-body: Ἀθῆναι, ἡ ἀνακοίνωσις ἀναφέρει ὅτι ἡ ὑπόθεσις ἐξετάζεται ὑπὸ τῶν ἁρμοδίων ὑπηρεσιῶν καὶ ὅτι θὰ ληφθοῦν τὰ ἀπαραίτητα μέτρα διὰ τὴν ταχεῖαν διευθέτησιν τοῦ ζητήματος. Κατὰ τὰς πληροφορίας, αἱ ἐπαφαὶ θὰ συνεχισθοῦν καὶ κατὰ τὰς προσεχεῖς ἡμέρας, ἐνῷ ἀναμένεται ἡ ἔκδοσις σχετικῆς ἀποφάσεως. Ὁ ἁρμόδιος ὑπουργὸς ἐδήλωσεν ὅτι ἡ κυβέρνησις παρακολουθεῖ μετὰ προσοχῆς τὰς ἐξελίξεις καὶ ὅτι θὰ καταβληθῇ κάθε προσπάθεια διὰ τὴν ἐξυπηρέτησιν τοῦ κοινοῦ. Ἐξ ἄλλου, ἀνεκοινώθη ὅτι αἱ ἐργασίαι θὰ ὁλοκληρωθοῦν ἐντὸς τοῦ προσεχοῦς μηνός. xyxy=(1251,354,1442,494)
column-5 xyxy=(1251,0,1442,2157)
article-body: Ἀθῆναι, ἡ ἀνακοίνωσις ἀναφέρει ὅτι ἡ ὑπόθεσις ἐξετάζεται ὑπὸ τῶν ἁρμοδίων ὑπηρεσιῶν καὶ ὅτι θὰ ληφθοῦν τὰ ἀπαραίτητα μέτρα διὰ τὴν ταχεῖαν διευθέτησιν τοῦ ζητήματος. Κατὰ τὰς πληροφορίας, αἱ ἐπαφαὶ θὰ συνεχισθοῦν καὶ κατὰ τὰς προσεχεῖς ἡμέρας, ἐνῷ ἀναμένεται ἡ ἔκδοσις σχετικῆς ἀποφάσεως. Ὁ ἁρμόδιος ὑπουργὸς ἐδήλωσεν ὅτι ἡ κυβέρνησις παρακολουθεῖ μετὰ προσοχῆς τὰς ἐξελίξεις καὶ ὅτι θὰ καταβληθῇ κάθε προσπάθεια διὰ τὴν ἐξυπηρέτησιν τοῦ κοινοῦ. Ἐξ ἄλλου, ἀνεκοινώθη ὅτι αἱ ἐργασίαι θὰ ὁλοκληρωθοῦν ἐντὸς τοῦ προσεχοῦς μηνός. xyxy=(379,381,539,550)
headline: ΕΤΕΘΗΣΑΝ ΕΙΣ ΑΠΟΣΑΙΡΙΝ xyxy=(37,2382,204,2396)
column-3 xyxy=(544,0,715,2203)
subheadline: Τὴν Πέμπτην ὁ Σαντὰτ εἰς τὴν βουλὴν θὰ χαράξῃ νέας πολιτικὰς γραμμάς xyxy=(745,163,1222,209)
article-body: Ἀθῆναι, ἡ ἀνακοίνωσις ἀναφέρει ὅτι ἡ ὑπόθεσις ἐξετάζεται ὑπὸ τῶν ἁρμοδίων ὑπηρεσιῶν καὶ ὅτι θὰ ληφθοῦν τὰ ἀπαραίτητα μέτρα διὰ τὴν ταχεῖαν διευθέτησιν τοῦ ζητήματος. Κατὰ τὰς πληροφορίας, αἱ ἐπαφαὶ θὰ συνεχισθοῦν καὶ κατὰ τὰς προσεχεῖς ἡμέρας, ἐνῷ ἀναμένεται ἡ ἔκδοσις σχετικῆς ἀποφάσεως. Ὁ ἁρμόδιος ὑπουργὸς ἐδήλωσεν ὅτι ἡ κυβέρνησις παρακολουθεῖ μετὰ προσοχῆς τὰς ἐξελίξεις καὶ ὅτι θὰ καταβληθῇ κάθε προσπάθεια διὰ τὴν ἐξυπηρέτησιν τοῦ κοινοῦ. Ἐξ ἄλλου, ἀνεκοινώθη ὅτι αἱ ἐργασίαι θὰ ὁλοκληρωθοῦν ἐντὸς τοῦ προσεχοῦς μηνός. xyxy=(36,1823,205,1983)
article-body: Ἀθῆναι, ἡ ἀνακοίνωσις ἀναφέρει ὅτι ἡ ὑπόθεσις ἐξετάζεται ὑπὸ τῶν ἁρμοδίων ὑπηρεσιῶν καὶ ὅτι θὰ ληφθοῦν τὰ ἀπαραίτητα μέτρα διὰ τὴν ταχεῖαν διευθέτησιν τοῦ ζητήματος. Κατὰ τὰς πληροφορίας, αἱ ἐπαφαὶ θὰ συνεχισθοῦν καὶ κατὰ τὰς προσεχεῖς ἡμέρας, ἐνῷ ἀναμένεται ἡ ἔκδοσις σχετικῆς ἀποφάσεως. Ὁ ἁρμόδιος ὑπουργὸς ἐδήλωσεν ὅτι ἡ κυβέρνησις παρακολουθεῖ μετὰ προσοχῆς τὰς ἐξελίξεις καὶ ὅτι θὰ καταβληθῇ κάθε προσπάθεια διὰ τὴν ἐξυπηρέτησιν τοῦ κοινοῦ. Ἐξ ἄλλου, ἀνεκοινώθη ὅτι αἱ ἐργασίαι θὰ ὁλοκληρωθοῦν ἐντὸς τοῦ προσεχοῦς μηνός. xyxy=(723,434,893,594)
article-body: Ἀθῆναι, ἡ ἀνακοίνωσις ἀναφέρει ὅτι ἡ ὑπόθεσις ἐξετάζεται ὑπὸ τῶν ἁρμοδίων ὑπηρεσιῶν καὶ ὅτι θὰ ληφθοῦν τὰ ἀπαραίτητα μέτρα διὰ τὴν ταχεῖαν διευθέτησιν τοῦ ζητήματος. Κατὰ τὰς πληροφορίας, αἱ ἐπαφαὶ θὰ συνεχισθοῦν καὶ κατὰ τὰς προσεχεῖς ἡμέρας, ἐνῷ ἀναμένεται ἡ ἔκδοσις σχετικῆς ἀποφάσεως. Ὁ ἁρμόδιος ὑπουργὸς ἐδήλωσεν ὅτι ἡ κυβέρνησις παρακολουθεῖ μετὰ προσοχῆς τὰς ἐξελίξεις καὶ ὅτι θὰ καταβληθῇ κάθε προσπάθεια διὰ τὴν ἐξυπηρέτησιν τοῦ κοινοῦ. Ἐξ ἄλλου, ἀνεκοινώθη ὅτι αἱ ἐργασίαι θὰ ὁλοκληρωθοῦν ἐντὸς τοῦ προσεχοῦς μηνός. xyxy=(36,2398,205,2557)
article-lead: ΟΥΑΣΙΓΚΤΩΝ, 14. (Ἀσ. Πρές). — Ἡ Βουλὴ τῶν Ἀντιπροσώπων ἀπέρριψε χθὲς μὲ ψήφους 188 ἔναντι 181 ἀπόφασιν τῆς Γερουσίας... xyxy=(211,1861,371,1901)
article-body: Ἀθῆναι, ἡ ἀνακοίνωσις ἀναφέρει ὅτι ἡ ὑπόθεσις ἐξετάζεται ὑπὸ τῶν ἁρμοδίων ὑπηρεσιῶν καὶ ὅτι θὰ ληφθοῦν τὰ ἀπαραίτητα μέτρα διὰ τὴν ταχεῖαν διευθέτησιν τοῦ ζητήματος. Κατὰ τὰς πληροφορίας, αἱ ἐπαφαὶ θὰ συνεχισθοῦν καὶ κατὰ τὰς προσεχεῖς ἡμέρας, ἐνῷ ἀναμένεται ἡ ἔκδοσις σχετικῆς ἀποφάσεως. Ὁ ἁρμόδιος ὑπουργὸς ἐδήλωσεν ὅτι ἡ κυβέρνησις παρακολουθεῖ μετὰ προσοχῆς τὰς ἐξελίξεις καὶ ὅτι θὰ καταβληθῇ κάθε προσπάθεια διὰ τὴν ἐξυπηρέτησιν τοῦ κοινοῦ. Ἐξ ἄλλου, ἀνεκοινώθη ὅτι αἱ ἐργασίαι θὰ ὁλοκληρωθοῦν ἐντὸς τοῦ προσεχοῦς μηνός. xyxy=(1251,1225,1442,1365)
article-body: Ἀθῆναι, ἡ ἀνακοίνωσις ἀναφέρει ὅτι ἡ ὑπόθεσις ἐξετάζεται ὑπὸ τῶν ἁρμοδίων ὑπηρεσιῶν καὶ ὅτι θὰ ληφθοῦν τὰ ἀπαραίτητα μέτρα διὰ τὴν ταχεῖαν διευθέτησιν τοῦ ζητήματος. Κατὰ τὰς πληροφορίας, αἱ ἐπαφαὶ θὰ συνεχισθοῦν καὶ κατὰ τὰς προσεχεῖς ἡμέρας, ἐνῷ ἀναμένεται ἡ ἔκδοσις σχετικῆς ἀποφάσεως. Ὁ ἁρμόδιος ὑπουργὸς ἐδήλωσεν ὅτι ἡ κυβέρνησις παρακολουθεῖ μετὰ προσοχῆς τὰς ἐξελίξεις καὶ ὅτι θὰ καταβληθῇ κάθε προσπάθεια διὰ τὴν ἐξυπηρέτησιν τοῦ κοινοῦ. Ἐξ ἄλλου, ἀνεκοινώθη ὅτι αἱ ἐργασίαι θὰ ὁλοκληρωθοῦν ἐντὸς τοῦ προσεχοῦς μηνός. xyxy=(544,985,715,1144)
headline: Η ΣΥΒΙ ΒΑΡΤΑΝ ΕΠΕΣΤΡΕΨΕΝ ΕΙΣ ΠΑΡΙΣΙΟΥΣ xyxy=(1254,1013,1440,1040)
headline: ΣΥΝΕΧΙΖΟΥΝ ΤΑΣ ΚΑΤΑΣΤΡΟΦΑΣ xyxy=(776,675,1191,708)
headline: ΤΩΝ ΑΠΟΘΗΚΩΝ ΤΩΝ ΠΥΡΟΜΑΧΙΚΩΝ xyxy=(747,704,1220,736)
headline: Κομμουνισταὶ «ἐξετέλεσαν» Πέρυσι ταξίαρχον xyxy=(546,60,713,116)
subheadline: ΜΕΤΑ ΤΗΝ ΟΠΛΑ xyxy=(764,421,851,432)
headline: ΜΙΚΡΟΣ ΣΚΑΚΤΙΣΘΗ ΕΙΣ ΤΗΝ ΚΑΘΑΡΙΝ ΥΠΟ ΤΟΥ ΙΠΠΟΥ ΤΟΥ xyxy=(45,2178,197,2217)
article-body: Ἀθῆναι, ἡ ἀνακοίνωσις ἀναφέρει ὅτι ἡ ὑπόθεσις ἐξετάζεται ὑπὸ τῶν ἁρμοδίων ὑπηρεσιῶν καὶ ὅτι θὰ ληφθοῦν τὰ ἀπαραίτητα μέτρα διὰ τὴν ταχεῖαν διευθέτησιν τοῦ ζητήματος. Κατὰ τὰς πληροφορίας, αἱ ἐπαφαὶ θὰ συνεχισθοῦν καὶ κατὰ τὰς προσεχεῖς ἡμέρας, ἐνῷ ἀναμένεται ἡ ἔκδοσις σχετικῆς ἀποφάσεως. Ὁ ἁρμόδιος ὑπουργὸς ἐδήλωσεν ὅτι ἡ κυβέρνησις παρακολουθεῖ μετὰ προσοχῆς τὰς ἐξελίξεις καὶ ὅτι θὰ καταβληθῇ κάθε προσπάθεια διὰ τὴν ἐξυπηρέτησιν τοῦ κοινοῦ. Ἐξ ἄλλου, ἀνεκοινώθη ὅτι αἱ ἐργασίαι θὰ ὁλοκληρωθοῦν ἐντὸς τοῦ προσεχοῦς μηνός. xyxy=(544,401,715,561)
article-lead: ΑΘΗΝΑΙ, 14. — «Διακοπὴ ἀγάπης καὶ συνδιαλογῆς ὑπὲρ τῆς ἐκκλησιαστικῆς ἐνότητος»... xyxy=(36,404,205,435)
headline: «ΣΤΡΟΦΗΝ» ΤΗΣ ΑΙΓΥΠΤΟΥ xyxy=(777,59,1190,95)
headline: ΔΥΟ ΒΡΕΤΑΝΝΟΙ ΥΠΕΣΤΗΣΑΝ ΕΓΚΑΥΜΑΤΑ ΚΑΤΑ ΤΗΝ ΔΙΑΡΚΕΙΑΝ ΠΥΡΚΑΪΑΣ ΕΙΣ ΣΤΡΑΤΟΠΕΔΟΝ ΠΛΗΣΙΟΝ ΤΗΣ ΛΕΥΚΩΣΙΑΣ xyxy=(215,1239,535,1284)
article-body: Ἀθῆναι, ἡ ἀνακοίνωσις ἀναφέρει ὅτι ἡ ὑπόθεσις ἐξετάζεται ὑπὸ τῶν ἁρμοδίων ὑπηρεσιῶν καὶ ὅτι θὰ ληφθοῦν τὰ ἀπαραίτητα μέτρα διὰ τὴν ταχεῖαν διευθέτησιν τοῦ ζητήματος. Κατὰ τὰς πληροφορίας, αἱ ἐπαφαὶ θὰ συνεχισθοῦν καὶ κατὰ τὰς προσεχεῖς ἡμέρας, ἐνῷ ἀναμένεται ἡ ἔκδοσις σχετικῆς ἀποφάσεως. Ὁ ἁρμόδιος ὑπουργὸς ἐδήλωσεν ὅτι ἡ κυβέρνησις παρακολουθεῖ μετὰ προσοχῆς τὰς ἐξελίξεις καὶ ὅτι θὰ καταβληθῇ κάθε προσπάθεια διὰ τὴν ἐξυπηρέτησιν τοῦ κοινοῦ. Ἐξ ἄλλου, ἀνεκοινώθη ὅτι αἱ ἐργασίαι θὰ ὁλοκληρωθοῦν ἐντὸς τοῦ προσεχοῦς μηνός. xyxy=(211,626,371,796)
headline: ΕΝΟΡΙΟΣΥΣΤΗΡΙΟΣ ΕΠΙΣΤΟΛΗ ΤΟΥ ΠΑΤΡΙΑΡΧΟΥ ΠΡΟΣ ΙΕΡΑΡΧΑΣ xyxy=(60,351,181,402)
